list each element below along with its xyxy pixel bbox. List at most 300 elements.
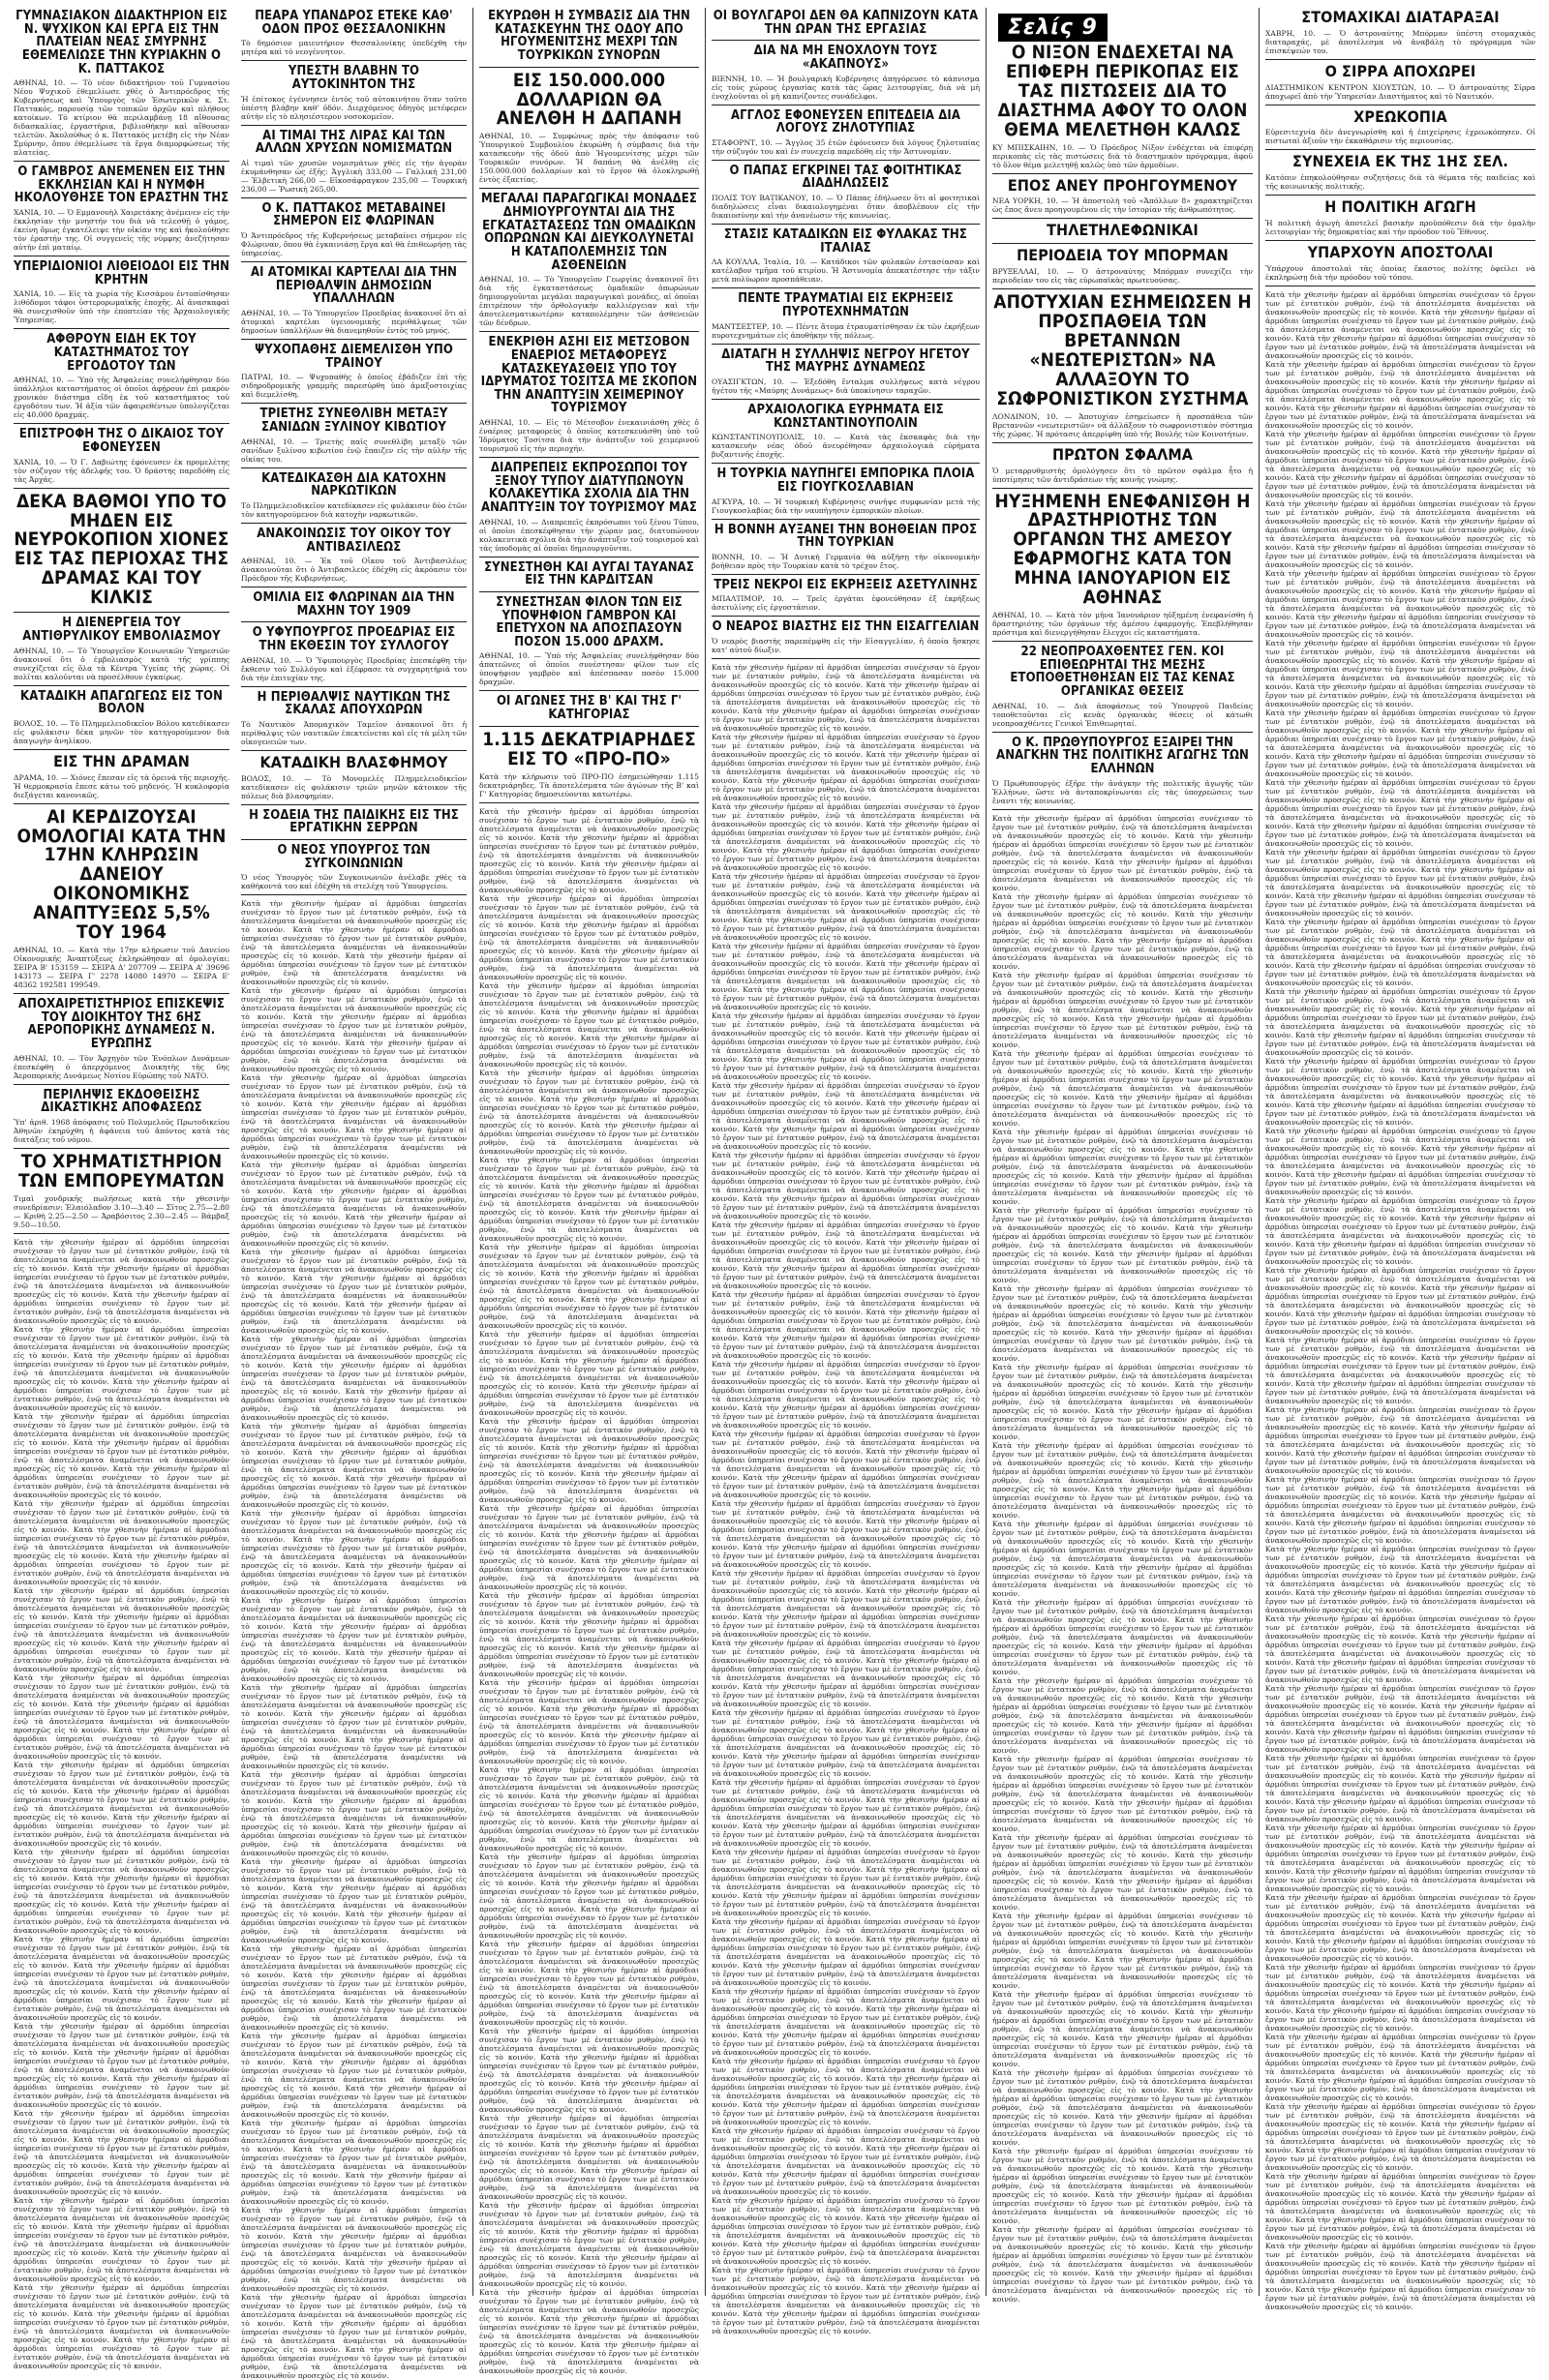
filler-text: Κατὰ τὴν χθεσινὴν ἡμέραν αἱ ἁρμόδιαι ὑπηρεσίαι συνέχισαν τὸ ἔργον των μὲ ἐντατικὸν ρυθμὸν, ἐνῷ τὰ ἀποτελέσματα ἀναμένεται νὰ ἀνακοινωθοῦν προσεχῶς εἰς τὸ κοινόν. Κατὰ τὴν χθεσινὴν ἡμέραν αἱ ἁρμόδιαι ὑπηρεσίαι συνέχισαν τὸ ἔργον των μὲ ἐντατικὸν ρυθμὸν, ἐνῷ τὰ ἀποτελέσματα ἀναμένεται νὰ ἀνακοινωθοῦν προσεχῶς εἰς τὸ κοινόν. Κατὰ τὴν χθεσινὴν ἡμέραν αἱ ἁρμόδιαι ὑπηρεσίαι συνέχισαν τὸ ἔργον των μὲ ἐντατικὸν ρυθμὸν, ἐνῷ τὰ ἀποτελέσματα ἀναμένεται νὰ ἀνακοινωθοῦν προσεχῶς εἰς τὸ κοινόν. <box>712 2057 980 2127</box>
article <box>241 755 467 805</box>
filler-text: Κατὰ τὴν χθεσινὴν ἡμέραν αἱ ἁρμόδιαι ὑπηρεσίαι συνέχισαν τὸ ἔργον των μὲ ἐντατικὸν ρυθμὸν, ἐνῷ τὰ ἀποτελέσματα ἀναμένεται νὰ ἀνακοινωθοῦν προσεχῶς εἰς τὸ κοινόν. Κατὰ τὴν χθεσινὴν ἡμέραν αἱ ἁρμόδιαι ὑπηρεσίαι συνέχισαν τὸ ἔργον των μὲ ἐντατικὸν ρυθμὸν, ἐνῷ τὰ ἀποτελέσματα ἀναμένεται νὰ ἀνακοινωθοῦν προσεχῶς εἰς τὸ κοινόν. Κατὰ τὴν χθεσινὴν ἡμέραν αἱ ἁρμόδιαι ὑπηρεσίαι συνέχισαν τὸ ἔργον των μὲ ἐντατικὸν ρυθμὸν, ἐνῷ τὰ ἀποτελέσματα ἀναμένεται νὰ ἀνακοινωθοῦν προσεχῶς εἰς τὸ κοινόν. <box>479 1764 699 1853</box>
divider <box>479 802 699 803</box>
article-body: ΑΘΗΝΑΙ, 10. — Τριετὴς παῖς συνεθλίβη μεταξὺ τῶν σανίδων ξυλίνου κιβωτίου ἐνῷ ἔπαιζεν εἰς τὴν αὐλὴν τῆς οἰκίας του. <box>241 437 467 464</box>
article-body: ΧΑΝΙΑ, 10. — Εἰς τὰ χωρία τῆς Κισσάμου ἐντοπίσθησαν λιθόδομοι τάφοι ὑστερορωμαϊκῆς ἐποχῆς. Αἱ ἀνασκαφαὶ θὰ συνεχισθοῦν ὑπὸ τὴν ἐποπτείαν τῆς Ἀρχαιολογικῆς Ὑπηρεσίας. <box>14 289 229 325</box>
filler-text: Κατὰ τὴν χθεσινὴν ἡμέραν αἱ ἁρμόδιαι ὑπηρεσίαι συνέχισαν τὸ ἔργον των μὲ ἐντατικὸν ρυθμὸν, ἐνῷ τὰ ἀποτελέσματα ἀναμένεται νὰ ἀνακοινωθοῦν προσεχῶς εἰς τὸ κοινόν. Κατὰ τὴν χθεσινὴν ἡμέραν αἱ ἁρμόδιαι ὑπηρεσίαι συνέχισαν τὸ ἔργον των μὲ ἐντατικὸν ρυθμὸν, ἐνῷ τὰ ἀποτελέσματα ἀναμένεται νὰ ἀνακοινωθοῦν προσεχῶς εἰς τὸ κοινόν. Κατὰ τὴν χθεσινὴν ἡμέραν αἱ ἁρμόδιαι ὑπηρεσίαι συνέχισαν τὸ ἔργον των μὲ ἐντατικὸν ρυθμὸν, ἐνῷ τὰ ἀποτελέσματα ἀναμένεται νὰ ἀνακοινωθοῦν προσεχῶς εἰς τὸ κοινόν. <box>992 2146 1253 2225</box>
article-body: ΧΑΝΙΑ, 10. — Ὁ Γ. Δαβιώτης ἐφόνευσεν ἐκ προμελέτης τὸν σύζυγον τῆς ἀδελφῆς του. Ὁ δράστης παρεδόθη εἰς τὰς Ἀρχάς. <box>14 457 229 484</box>
article-headline: ΠΕΡΙΛΗΨΙΣ ΕΚΔΟΘΕΙΣΗΣ ΔΙΚΑΣΤΙΚΗΣ ΑΠΟΦΑΣΕΩΣ <box>41 1087 202 1116</box>
article <box>479 728 699 803</box>
filler-text: Κατὰ τὴν χθεσινὴν ἡμέραν αἱ ἁρμόδιαι ὑπηρεσίαι συνέχισαν τὸ ἔργον των μὲ ἐντατικὸν ρυθμὸν, ἐνῷ τὰ ἀποτελέσματα ἀναμένεται νὰ ἀνακοινωθοῦν προσεχῶς εἰς τὸ κοινόν. Κατὰ τὴν χθεσινὴν ἡμέραν αἱ ἁρμόδιαι ὑπηρεσίαι συνέχισαν τὸ ἔργον των μὲ ἐντατικὸν ρυθμὸν, ἐνῷ τὰ ἀποτελέσματα ἀναμένεται νὰ ἀνακοινωθοῦν προσεχῶς εἰς τὸ κοινόν. Κατὰ τὴν χθεσινὴν ἡμέραν αἱ ἁρμόδιαι ὑπηρεσίαι συνέχισαν τὸ ἔργον των μὲ ἐντατικὸν ρυθμὸν, ἐνῷ τὰ ἀποτελέσματα ἀναμένεται νὰ ἀνακοινωθοῦν προσεχῶς εἰς τὸ κοινόν. <box>992 1048 1253 1128</box>
divider <box>241 403 467 404</box>
filler-text: Κατὰ τὴν χθεσινὴν ἡμέραν αἱ ἁρμόδιαι ὑπηρεσίαι συνέχισαν τὸ ἔργον των μὲ ἐντατικὸν ρυθμὸν, ἐνῷ τὰ ἀποτελέσματα ἀναμένεται νὰ ἀνακοινωθοῦν προσεχῶς εἰς τὸ κοινόν. Κατὰ τὴν χθεσινὴν ἡμέραν αἱ ἁρμόδιαι ὑπηρεσίαι συνέχισαν τὸ ἔργον των μὲ ἐντατικὸν ρυθμὸν, ἐνῷ τὰ ἀποτελέσματα ἀναμένεται νὰ ἀνακοινωθοῦν προσεχῶς εἰς τὸ κοινόν. Κατὰ τὴν χθεσινὴν ἡμέραν αἱ ἁρμόδιαι ὑπηρεσίαι συνέχισαν τὸ ἔργον των μὲ ἐντατικὸν ρυθμὸν, ἐνῷ τὰ ἀποτελέσματα ἀναμένεται νὰ ἀνακοινωθοῦν προσεχῶς εἰς τὸ κοινόν. <box>479 1155 699 1243</box>
filler-text: Κατὰ τὴν χθεσινὴν ἡμέραν αἱ ἁρμόδιαι ὑπηρεσίαι συνέχισαν τὸ ἔργον των μὲ ἐντατικὸν ρυθμὸν, ἐνῷ τὰ ἀποτελέσματα ἀναμένεται νὰ ἀνακοινωθοῦν προσεχῶς εἰς τὸ κοινόν. Κατὰ τὴν χθεσινὴν ἡμέραν αἱ ἁρμόδιαι ὑπηρεσίαι συνέχισαν τὸ ἔργον των μὲ ἐντατικὸν ρυθμὸν, ἐνῷ τὰ ἀποτελέσματα ἀναμένεται νὰ ἀνακοινωθοῦν προσεχῶς εἰς τὸ κοινόν. Κατὰ τὴν χθεσινὴν ἡμέραν αἱ ἁρμόδιαι ὑπηρεσίαι συνέχισαν τὸ ἔργον των μὲ ἐντατικὸν ρυθμὸν, ἐνῷ τὰ ἀποτελέσματα ἀναμένεται νὰ ἀνακοινωθοῦν προσεχῶς εἰς τὸ κοινόν. <box>14 1585 229 1673</box>
filler-text: Κατὰ τὴν χθεσινὴν ἡμέραν αἱ ἁρμόδιαι ὑπηρεσίαι συνέχισαν τὸ ἔργον των μὲ ἐντατικὸν ρυθμὸν, ἐνῷ τὰ ἀποτελέσματα ἀναμένεται νὰ ἀνακοινωθοῦν προσεχῶς εἰς τὸ κοινόν. Κατὰ τὴν χθεσινὴν ἡμέραν αἱ ἁρμόδιαι ὑπηρεσίαι συνέχισαν τὸ ἔργον των μὲ ἐντατικὸν ρυθμὸν, ἐνῷ τὰ ἀποτελέσματα ἀναμένεται νὰ ἀνακοινωθοῦν προσεχῶς εἰς τὸ κοινόν. Κατὰ τὴν χθεσινὴν ἡμέραν αἱ ἁρμόδιαι ὑπηρεσίαι συνέχισαν τὸ ἔργον των μὲ ἐντατικὸν ρυθμὸν, ἐνῷ τὰ ἀποτελέσματα ἀναμένεται νὰ ἀνακοινωθοῦν προσεχῶς εἰς τὸ κοινόν. <box>1265 2101 1535 2172</box>
filler-text: Κατὰ τὴν χθεσινὴν ἡμέραν αἱ ἁρμόδιαι ὑπηρεσίαι συνέχισαν τὸ ἔργον των μὲ ἐντατικὸν ρυθμὸν, ἐνῷ τὰ ἀποτελέσματα ἀναμένεται νὰ ἀνακοινωθοῦν προσεχῶς εἰς τὸ κοινόν. Κατὰ τὴν χθεσινὴν ἡμέραν αἱ ἁρμόδιαι ὑπηρεσίαι συνέχισαν τὸ ἔργον των μὲ ἐντατικὸν ρυθμὸν, ἐνῷ τὰ ἀποτελέσματα ἀναμένεται νὰ ἀνακοινωθοῦν προσεχῶς εἰς τὸ κοινόν. Κατὰ τὴν χθεσινὴν ἡμέραν αἱ ἁρμόδιαι ὑπηρεσίαι συνέχισαν τὸ ἔργον των μὲ ἐντατικὸν ρυθμὸν, ἐνῷ τὰ ἀποτελέσματα ἀναμένεται νὰ ἀνακοινωθοῦν προσεχῶς εἰς τὸ κοινόν. <box>992 1597 1253 1676</box>
article <box>712 404 980 464</box>
article-headline: ΕΙΣ 150.000.000 ΔΟΛΛΑΡΙΩΝ ΘΑ ΑΝΕΛΘΗ Η ΔΑΠΑΝΗ <box>496 69 683 130</box>
article-body: Εὐρεσιτεχνία δὲν ἀνεγνωρίσθη καὶ ἡ ἐπιχείρησις ἐχρεωκόπησεν. Οἱ πιστωταὶ ἀξιοῦν τὴν ἐκκαθάρισιν τῆς περιουσίας. <box>1265 128 1535 146</box>
divider <box>992 641 1253 642</box>
filler-text: Κατὰ τὴν χθεσινὴν ἡμέραν αἱ ἁρμόδιαι ὑπηρεσίαι συνέχισαν τὸ ἔργον των μὲ ἐντατικὸν ρυθμὸν, ἐνῷ τὰ ἀποτελέσματα ἀναμένεται νὰ ἀνακοινωθοῦν προσεχῶς εἰς τὸ κοινόν. Κατὰ τὴν χθεσινὴν ἡμέραν αἱ ἁρμόδιαι ὑπηρεσίαι συνέχισαν τὸ ἔργον των μὲ ἐντατικὸν ρυθμὸν, ἐνῷ τὰ ἀποτελέσματα ἀναμένεται νὰ ἀνακοινωθοῦν προσεχῶς εἰς τὸ κοινόν. Κατὰ τὴν χθεσινὴν ἡμέραν αἱ ἁρμόδιαι ὑπηρεσίαι συνέχισαν τὸ ἔργον των μὲ ἐντατικὸν ρυθμὸν, ἐνῷ τὰ ἀποτελέσματα ἀναμένεται νὰ ἀνακοινωθοῦν προσεχῶς εἰς τὸ κοινόν. <box>479 1677 699 1765</box>
article <box>14 690 229 750</box>
article-body: ΟΥΑΣΙΓΚΤΩΝ, 10. — Ἐξεδόθη ἔνταλμα συλλήψεως κατὰ νέγρου ἡγέτου τῆς «Μαύρης Δυνάμεως» διὰ ὑποκίνησιν ταραχῶν. <box>712 377 980 395</box>
article-headline: 22 ΝΕΟΠΡΟΑΧΘΕΝΤΕΣ ΓΕΝ. ΚΟΙ ΕΠΙΘΕΩΡΗΤΑΙ ΤΗΣ ΜΕΣΗΣ ΕΤΟΠΟΘΕΤΗΘΗΣΑΝ ΕΙΣ ΤΑΣ ΚΕΝΑΣ ΟΡΓΑΝΙΚΑΣ ΘΕΣΕΙΣ <box>1010 645 1235 700</box>
article-body: ΣΤΑΦΟΡΝΤ, 10. — Ἄγγλος 35 ἐτῶν ἐφόνευσεν διὰ λόγους ζηλοτυπίας τὴν σύζυγόν του καὶ ἐν συνεχείᾳ παρεδόθη εἰς τὴν Ἀστυνομίαν. <box>712 137 980 156</box>
filler-text: Κατὰ τὴν χθεσινὴν ἡμέραν αἱ ἁρμόδιαι ὑπηρεσίαι συνέχισαν τὸ ἔργον των μὲ ἐντατικὸν ρυθμὸν, ἐνῷ τὰ ἀποτελέσματα ἀναμένεται νὰ ἀνακοινωθοῦν προσεχῶς εἰς τὸ κοινόν. Κατὰ τὴν χθεσινὴν ἡμέραν αἱ ἁρμόδιαι ὑπηρεσίαι συνέχισαν τὸ ἔργον των μὲ ἐντατικὸν ρυθμὸν, ἐνῷ τὰ ἀποτελέσματα ἀναμένεται νὰ ἀνακοινωθοῦν προσεχῶς εἰς τὸ κοινόν. Κατὰ τὴν χθεσινὴν ἡμέραν αἱ ἁρμόδιαι ὑπηρεσίαι συνέχισαν τὸ ἔργον των μὲ ἐντατικὸν ρυθμὸν, ἐνῷ τὰ ἀποτελέσματα ἀναμένεται νὰ ἀνακοινωθοῦν προσεχῶς εἰς τὸ κοινόν. <box>14 1847 229 1935</box>
article-body: ΔΡΑΜΑ, 10. — Χιόνες ἔπεσαν εἰς τὰ ὀρεινὰ τῆς περιοχῆς. Ἡ θερμοκρασία ἔπεσε κάτω τοῦ μηδενός. Ἡ κυκλοφορία διεξάγεται κανονικῶς. <box>14 772 229 799</box>
article <box>1265 10 1535 60</box>
divider <box>712 399 980 400</box>
article <box>241 130 467 198</box>
article-headline: Η ΣΟΔΕΙΑ ΤΗΣ ΠΑΙΔΙΚΗΣ ΕΙΣ ΤΗΣ ΕΡΓΑΤΙΚΗΝ ΣΕΡΡΩΝ <box>249 807 459 836</box>
filler-text: Κατὰ τὴν χθεσινὴν ἡμέραν αἱ ἁρμόδιαι ὑπηρεσίαι συνέχισαν τὸ ἔργον των μὲ ἐντατικὸν ρυθμὸν, ἐνῷ τὰ ἀποτελέσματα ἀναμένεται νὰ ἀνακοινωθοῦν προσεχῶς εἰς τὸ κοινόν. Κατὰ τὴν χθεσινὴν ἡμέραν αἱ ἁρμόδιαι ὑπηρεσίαι συνέχισαν τὸ ἔργον των μὲ ἐντατικὸν ρυθμὸν, ἐνῷ τὰ ἀποτελέσματα ἀναμένεται νὰ ἀνακοινωθοῦν προσεχῶς εἰς τὸ κοινόν. Κατὰ τὴν χθεσινὴν ἡμέραν αἱ ἁρμόδιαι ὑπηρεσίαι συνέχισαν τὸ ἔργον των μὲ ἐντατικὸν ρυθμὸν, ἐνῷ τὰ ἀποτελέσματα ἀναμένεται νὰ ἀνακοινωθοῦν προσεχῶς εἰς τὸ κοινόν. <box>712 1848 980 1918</box>
filler-text: Κατὰ τὴν χθεσινὴν ἡμέραν αἱ ἁρμόδιαι ὑπηρεσίαι συνέχισαν τὸ ἔργον των μὲ ἐντατικὸν ρυθμὸν, ἐνῷ τὰ ἀποτελέσματα ἀναμένεται νὰ ἀνακοινωθοῦν προσεχῶς εἰς τὸ κοινόν. Κατὰ τὴν χθεσινὴν ἡμέραν αἱ ἁρμόδιαι ὑπηρεσίαι συνέχισαν τὸ ἔργον των μὲ ἐντατικὸν ρυθμὸν, ἐνῷ τὰ ἀποτελέσματα ἀναμένεται νὰ ἀνακοινωθοῦν προσεχῶς εἰς τὸ κοινόν. Κατὰ τὴν χθεσινὴν ἡμέραν αἱ ἁρμόδιαι ὑπηρεσίαι συνέχισαν τὸ ἔργον των μὲ ἐντατικὸν ρυθμὸν, ἐνῷ τὰ ἀποτελέσματα ἀναμένεται νὰ ἀνακοινωθοῦν προσεχῶς εἰς τὸ κοινόν. <box>479 1242 699 1330</box>
column-6 <box>1259 8 1541 2311</box>
filler-text: Κατὰ τὴν χθεσινὴν ἡμέραν αἱ ἁρμόδιαι ὑπηρεσίαι συνέχισαν τὸ ἔργον των μὲ ἐντατικὸν ρυθμὸν, ἐνῷ τὰ ἀποτελέσματα ἀναμένεται νὰ ἀνακοινωθοῦν προσεχῶς εἰς τὸ κοινόν. Κατὰ τὴν χθεσινὴν ἡμέραν αἱ ἁρμόδιαι ὑπηρεσίαι συνέχισαν τὸ ἔργον των μὲ ἐντατικὸν ρυθμὸν, ἐνῷ τὰ ἀποτελέσματα ἀναμένεται νὰ ἀνακοινωθοῦν προσεχῶς εἰς τὸ κοινόν. Κατὰ τὴν χθεσινὴν ἡμέραν αἱ ἁρμόδιαι ὑπηρεσίαι συνέχισαν τὸ ἔργον των μὲ ἐντατικὸν ρυθμὸν, ἐνῷ τὰ ἀποτελέσματα ἀναμένεται νὰ ἀνακοινωθοῦν προσεχῶς εἰς τὸ κοινόν. <box>992 1205 1253 1284</box>
article-headline: ΕΠΟΣ ΑΝΕΥ ΠΡΟΗΓΟΥΜΕΝΟΥ <box>1007 175 1238 195</box>
filler-text: Κατὰ τὴν χθεσινὴν ἡμέραν αἱ ἁρμόδιαι ὑπηρεσίαι συνέχισαν τὸ ἔργον των μὲ ἐντατικὸν ρυθμὸν, ἐνῷ τὰ ἀποτελέσματα ἀναμένεται νὰ ἀνακοινωθοῦν προσεχῶς εἰς τὸ κοινόν. Κατὰ τὴν χθεσινὴν ἡμέραν αἱ ἁρμόδιαι ὑπηρεσίαι συνέχισαν τὸ ἔργον των μὲ ἐντατικὸν ρυθμὸν, ἐνῷ τὰ ἀποτελέσματα ἀναμένεται νὰ ἀνακοινωθοῦν προσεχῶς εἰς τὸ κοινόν. Κατὰ τὴν χθεσινὴν ἡμέραν αἱ ἁρμόδιαι ὑπηρεσίαι συνέχισαν τὸ ἔργον των μὲ ἐντατικὸν ρυθμὸν, ἐνῷ τὰ ἀποτελέσματα ἀναμένεται νὰ ἀνακοινωθοῦν προσεχῶς εἰς τὸ κοινόν. <box>992 1911 1253 1990</box>
article-headline: Η ΤΟΥΡΚΙΑ ΝΑΥΠΗΓΕΙ ΕΜΠΟΡΙΚΑ ΠΛΟΙΑ ΕΙΣ ΓΙΟΥΓΚΟΣΛΑΒΙΑΝ <box>716 467 975 495</box>
filler-text: Κατὰ τὴν χθεσινὴν ἡμέραν αἱ ἁρμόδιαι ὑπηρεσίαι συνέχισαν τὸ ἔργον των μὲ ἐντατικὸν ρυθμὸν, ἐνῷ τὰ ἀποτελέσματα ἀναμένεται νὰ ἀνακοινωθοῦν προσεχῶς εἰς τὸ κοινόν. Κατὰ τὴν χθεσινὴν ἡμέραν αἱ ἁρμόδιαι ὑπηρεσίαι συνέχισαν τὸ ἔργον των μὲ ἐντατικὸν ρυθμὸν, ἐνῷ τὰ ἀποτελέσματα ἀναμένεται νὰ ἀνακοινωθοῦν προσεχῶς εἰς τὸ κοινόν. Κατὰ τὴν χθεσινὴν ἡμέραν αἱ ἁρμόδιαι ὑπηρεσίαι συνέχισαν τὸ ἔργον των μὲ ἐντατικὸν ρυθμὸν, ἐνῷ τὰ ἀποτελέσματα ἀναμένεται νὰ ἀνακοινωθοῦν προσεχῶς εἰς τὸ κοινόν. <box>241 2032 467 2120</box>
article-body: Ὁ Πρωθυπουργὸς ἐξῆρε τὴν ἀνάγκην τῆς πολιτικῆς ἀγωγῆς τῶν Ἑλλήνων, ὥστε νὰ ἀνταποκρίνωνται εἰς τὰς ὑποχρεώσεις των ἔναντι τῆς κοινωνίας. <box>992 778 1253 805</box>
article <box>712 45 980 105</box>
divider <box>241 839 467 840</box>
article <box>14 751 229 804</box>
filler-text: Κατὰ τὴν χθεσινὴν ἡμέραν αἱ ἁρμόδιαι ὑπηρεσίαι συνέχισαν τὸ ἔργον των μὲ ἐντατικὸν ρυθμὸν, ἐνῷ τὰ ἀποτελέσματα ἀναμένεται νὰ ἀνακοινωθοῦν προσεχῶς εἰς τὸ κοινόν. Κατὰ τὴν χθεσινὴν ἡμέραν αἱ ἁρμόδιαι ὑπηρεσίαι συνέχισαν τὸ ἔργον των μὲ ἐντατικὸν ρυθμὸν, ἐνῷ τὰ ἀποτελέσματα ἀναμένεται νὰ ἀνακοινωθοῦν προσεχῶς εἰς τὸ κοινόν. Κατὰ τὴν χθεσινὴν ἡμέραν αἱ ἁρμόδιαι ὑπηρεσίαι συνέχισαν τὸ ἔργον των μὲ ἐντατικὸν ρυθμὸν, ἐνῷ τὰ ἀποτελέσματα ἀναμένεται νὰ ἀνακοινωθοῦν προσεχῶς εἰς τὸ κοινόν. <box>479 1852 699 1940</box>
article <box>992 248 1253 289</box>
article-headline: Η ΠΕΡΙΘΑΛΨΙΣ ΝΑΥΤΙΚΩΝ ΤΗΣ ΣΚΑΛΑΣ ΑΠΟΥΧΩΡΩΝ <box>257 689 451 718</box>
article <box>479 193 699 332</box>
article <box>1265 154 1535 196</box>
filler-text: Κατὰ τὴν χθεσινὴν ἡμέραν αἱ ἁρμόδιαι ὑπηρεσίαι συνέχισαν τὸ ἔργον των μὲ ἐντατικὸν ρυθμὸν, ἐνῷ τὰ ἀποτελέσματα ἀναμένεται νὰ ἀνακοινωθοῦν προσεχῶς εἰς τὸ κοινόν. Κατὰ τὴν χθεσινὴν ἡμέραν αἱ ἁρμόδιαι ὑπηρεσίαι συνέχισαν τὸ ἔργον των μὲ ἐντατικὸν ρυθμὸν, ἐνῷ τὰ ἀποτελέσματα ἀναμένεται νὰ ἀνακοινωθοῦν προσεχῶς εἰς τὸ κοινόν. Κατὰ τὴν χθεσινὴν ἡμέραν αἱ ἁρμόδιαι ὑπηρεσίαι συνέχισαν τὸ ἔργον των μὲ ἐντατικὸν ρυθμὸν, ἐνῷ τὰ ἀποτελέσματα ἀναμένεται νὰ ἀνακοινωθοῦν προσεχῶς εἰς τὸ κοινόν. <box>712 733 980 803</box>
article <box>241 527 467 587</box>
article-headline: Ο ΥΦΥΠΟΥΡΓΟΣ ΠΡΟΕΔΡΙΑΣ ΕΙΣ ΤΗΝ ΕΚΘΕΣΙΝ ΤΟΥ ΣΥΛΛΟΓΟΥ <box>252 625 456 654</box>
article-body: Ὁ Ἀντιπρόεδρος τῆς Κυβερνήσεως μεταβαίνει σήμερον εἰς Φλώριναν, ὅπου θὰ ἐγκαινιάσῃ ἔργα καὶ θὰ ἐπιθεωρήσῃ τὰς ὑπηρεσίας. <box>241 231 467 258</box>
article-body: ΒΟΝΝΗ, 10. — Ἡ Δυτικὴ Γερμανία θὰ αὐξήσῃ τὴν οἰκονομικὴν βοήθειαν πρὸς τὴν Τουρκίαν κατὰ τὸ τρέχον ἔτος. <box>712 552 980 570</box>
article <box>14 428 229 488</box>
article-headline: ΣΥΝΕΣΤΗΣΑΝ ΦΙΛΟΝ ΤΩΝ ΕΙΣ ΥΠΟΨΗΦΙΟΝ ΓΑΜΒΡΟΝ ΚΑΙ ΕΠΕΤΥΧΟΝ ΝΑ ΑΠΟΣΠΑΣΟΥΝ ΠΟΣΟΝ 15.000 ΔΡΑΧΜ. <box>496 594 683 649</box>
divider <box>712 287 980 288</box>
article-headline: ΣΥΝΕΧΕΙΑ ΕΚ ΤΗΣ 1ΗΣ ΣΕΛ. <box>1292 152 1508 171</box>
filler-text: Κατὰ τὴν χθεσινὴν ἡμέραν αἱ ἁρμόδιαι ὑπηρεσίαι συνέχισαν τὸ ἔργον των μὲ ἐντατικὸν ρυθμὸν, ἐνῷ τὰ ἀποτελέσματα ἀναμένεται νὰ ἀνακοινωθοῦν προσεχῶς εἰς τὸ κοινόν. Κατὰ τὴν χθεσινὴν ἡμέραν αἱ ἁρμόδιαι ὑπηρεσίαι συνέχισαν τὸ ἔργον των μὲ ἐντατικὸν ρυθμὸν, ἐνῷ τὰ ἀποτελέσματα ἀναμένεται νὰ ἀνακοινωθοῦν προσεχῶς εἰς τὸ κοινόν. Κατὰ τὴν χθεσινὴν ἡμέραν αἱ ἁρμόδιαι ὑπηρεσίαι συνέχισαν τὸ ἔργον των μὲ ἐντατικὸν ρυθμὸν, ἐνῷ τὰ ἀποτελέσματα ἀναμένεται νὰ ἀνακοινωθοῦν προσεχῶς εἰς τὸ κοινόν. <box>14 1411 229 1499</box>
filler-text: Κατὰ τὴν χθεσινὴν ἡμέραν αἱ ἁρμόδιαι ὑπηρεσίαι συνέχισαν τὸ ἔργον των μὲ ἐντατικὸν ρυθμὸν, ἐνῷ τὰ ἀποτελέσματα ἀναμένεται νὰ ἀνακοινωθοῦν προσεχῶς εἰς τὸ κοινόν. Κατὰ τὴν χθεσινὴν ἡμέραν αἱ ἁρμόδιαι ὑπηρεσίαι συνέχισαν τὸ ἔργον των μὲ ἐντατικὸν ρυθμὸν, ἐνῷ τὰ ἀποτελέσματα ἀναμένεται νὰ ἀνακοινωθοῦν προσεχῶς εἰς τὸ κοινόν. Κατὰ τὴν χθεσινὴν ἡμέραν αἱ ἁρμόδιαι ὑπηρεσίαι συνέχισαν τὸ ἔργον των μὲ ἐντατικὸν ρυθμὸν, ἐνῷ τὰ ἀποτελέσματα ἀναμένεται νὰ ἀνακοινωθοῦν προσεχῶς εἰς τὸ κοινόν. <box>992 1832 1253 1912</box>
divider <box>992 243 1253 244</box>
divider <box>241 125 467 126</box>
article-body: ΜΠΑΛΤΙΜΟΡ, 10. — Τρεῖς ἐργάται ἐφονεύθησαν ἐξ ἐκρήξεως ἀσετυλίνης εἰς ἐργοστάσιον. <box>712 594 980 613</box>
article <box>992 444 1253 489</box>
article-headline: ΤΡΙΕΤΗΣ ΣΥΝΕΘΛΙΒΗ ΜΕΤΑΞΥ ΣΑΝΙΔΩΝ ΞΥΛΙΝΟΥ ΚΙΒΩΤΙΟΥ <box>259 407 448 435</box>
article-headline: Η ΠΟΛΙΤΙΚΗ ΑΓΩΓΗ <box>1324 197 1476 217</box>
article-headline: ΜΕΓΑΛΑΙ ΠΑΡΑΓΩΓΙΚΑΙ ΜΟΝΑΔΕΣ ΔΗΜΙΟΥΡΓΟΥΝΤΑΙ ΔΙΑ ΤΗΣ ΕΓΚΑΤΑΣΤΑΣΕΩΣ ΤΩΝ ΟΜΑΔΙΚΩΝ ΟΠΩΡΩΝΩΝ ΚΑΙ ΔΙΕΥΚΟΛΥΝΕΤΑΙ Η ΚΑΤΑΠΟΛΕΜΗΣΙΣ ΤΩΝ ΑΣΘΕΝΕΙΩΝ <box>480 192 697 273</box>
divider <box>241 894 467 895</box>
article <box>992 44 1253 174</box>
article <box>241 844 467 895</box>
divider <box>14 803 229 804</box>
article <box>712 620 980 659</box>
divider <box>712 574 980 575</box>
article-body: Ὁ νεαρὸς βιαστὴς παρεπέμφθη εἰς τὴν Εἰσαγγελίαν, ἡ ὁποία ἤσκησε κατ' αὐτοῦ δίωξιν. <box>712 637 980 655</box>
article-headline: ΚΑΤΑΔΙΚΗ ΒΛΑΣΦΗΜΟΥ <box>259 753 448 772</box>
filler-text: Κατὰ τὴν χθεσινὴν ἡμέραν αἱ ἁρμόδιαι ὑπηρεσίαι συνέχισαν τὸ ἔργον των μὲ ἐντατικὸν ρυθμὸν, ἐνῷ τὰ ἀποτελέσματα ἀναμένεται νὰ ἀνακοινωθοῦν προσεχῶς εἰς τὸ κοινόν. Κατὰ τὴν χθεσινὴν ἡμέραν αἱ ἁρμόδιαι ὑπηρεσίαι συνέχισαν τὸ ἔργον των μὲ ἐντατικὸν ρυθμὸν, ἐνῷ τὰ ἀποτελέσματα ἀναμένεται νὰ ἀνακοινωθοῦν προσεχῶς εἰς τὸ κοινόν. Κατὰ τὴν χθεσινὴν ἡμέραν αἱ ἁρμόδιαι ὑπηρεσίαι συνέχισαν τὸ ἔργον των μὲ ἐντατικὸν ρυθμὸν, ἐνῷ τὰ ἀποτελέσματα ἀναμένεται νὰ ἀνακοινωθοῦν προσεχῶς εἰς τὸ κοινόν. <box>241 1422 467 1510</box>
article-body: ΚΩΝΣΤΑΝΤΙΝΟΥΠΟΛΙΣ, 10. — Κατὰ τὰς ἐκσκαφὰς διὰ τὴν κατασκευὴν νέας ὁδοῦ ἀνευρέθησαν ἀρχαιολογικὰ εὑρήματα βυζαντινῆς ἐποχῆς. <box>712 433 980 460</box>
filler-text: Κατὰ τὴν χθεσινὴν ἡμέραν αἱ ἁρμόδιαι ὑπηρεσίαι συνέχισαν τὸ ἔργον των μὲ ἐντατικὸν ρυθμὸν, ἐνῷ τὰ ἀποτελέσματα ἀναμένεται νὰ ἀνακοινωθοῦν προσεχῶς εἰς τὸ κοινόν. Κατὰ τὴν χθεσινὴν ἡμέραν αἱ ἁρμόδιαι ὑπηρεσίαι συνέχισαν τὸ ἔργον των μὲ ἐντατικὸν ρυθμὸν, ἐνῷ τὰ ἀποτελέσματα ἀναμένεται νὰ ἀνακοινωθοῦν προσεχῶς εἰς τὸ κοινόν. Κατὰ τὴν χθεσινὴν ἡμέραν αἱ ἁρμόδιαι ὑπηρεσίαι συνέχισαν τὸ ἔργον των μὲ ἐντατικὸν ρυθμὸν, ἐνῷ τὰ ἀποτελέσματα ἀναμένεται νὰ ἀνακοινωθοῦν προσεχῶς εἰς τὸ κοινόν. <box>1265 1056 1535 1127</box>
filler-text: Κατὰ τὴν χθεσινὴν ἡμέραν αἱ ἁρμόδιαι ὑπηρεσίαι συνέχισαν τὸ ἔργον των μὲ ἐντατικὸν ρυθμὸν, ἐνῷ τὰ ἀποτελέσματα ἀναμένεται νὰ ἀνακοινωθοῦν προσεχῶς εἰς τὸ κοινόν. Κατὰ τὴν χθεσινὴν ἡμέραν αἱ ἁρμόδιαι ὑπηρεσίαι συνέχισαν τὸ ἔργον των μὲ ἐντατικὸν ρυθμὸν, ἐνῷ τὰ ἀποτελέσματα ἀναμένεται νὰ ἀνακοινωθοῦν προσεχῶς εἰς τὸ κοινόν. Κατὰ τὴν χθεσινὴν ἡμέραν αἱ ἁρμόδιαι ὑπηρεσίαι συνέχισαν τὸ ἔργον των μὲ ἐντατικὸν ρυθμὸν, ἐνῷ τὰ ἀποτελέσματα ἀναμένεται νὰ ἀνακοινωθοῦν προσεχῶς εἰς τὸ κοινόν. <box>241 986 467 1074</box>
article-headline: ΨΥΧΟΠΑΘΗΣ ΔΙΕΜΕΛΙΣΘΗ ΥΠΟ ΤΡΑΙΝΟΥ <box>255 343 453 371</box>
divider <box>14 1148 229 1149</box>
filler-text: Κατὰ τὴν χθεσινὴν ἡμέραν αἱ ἁρμόδιαι ὑπηρεσίαι συνέχισαν τὸ ἔργον των μὲ ἐντατικὸν ρυθμὸν, ἐνῷ τὰ ἀποτελέσματα ἀναμένεται νὰ ἀνακοινωθοῦν προσεχῶς εἰς τὸ κοινόν. Κατὰ τὴν χθεσινὴν ἡμέραν αἱ ἁρμόδιαι ὑπηρεσίαι συνέχισαν τὸ ἔργον των μὲ ἐντατικὸν ρυθμὸν, ἐνῷ τὰ ἀποτελέσματα ἀναμένεται νὰ ἀνακοινωθοῦν προσεχῶς εἰς τὸ κοινόν. Κατὰ τὴν χθεσινὴν ἡμέραν αἱ ἁρμόδιαι ὑπηρεσίαι συνέχισαν τὸ ἔργον των μὲ ἐντατικὸν ρυθμὸν, ἐνῷ τὰ ἀποτελέσματα ἀναμένεται νὰ ἀνακοινωθοῦν προσεχῶς εἰς τὸ κοινόν. <box>1265 1613 1535 1684</box>
column-1 <box>8 8 235 2370</box>
filler-text: Κατὰ τὴν χθεσινὴν ἡμέραν αἱ ἁρμόδιαι ὑπηρεσίαι συνέχισαν τὸ ἔργον των μὲ ἐντατικὸν ρυθμὸν, ἐνῷ τὰ ἀποτελέσματα ἀναμένεται νὰ ἀνακοινωθοῦν προσεχῶς εἰς τὸ κοινόν. Κατὰ τὴν χθεσινὴν ἡμέραν αἱ ἁρμόδιαι ὑπηρεσίαι συνέχισαν τὸ ἔργον των μὲ ἐντατικὸν ρυθμὸν, ἐνῷ τὰ ἀποτελέσματα ἀναμένεται νὰ ἀνακοινωθοῦν προσεχῶς εἰς τὸ κοινόν. Κατὰ τὴν χθεσινὴν ἡμέραν αἱ ἁρμόδιαι ὑπηρεσίαι συνέχισαν τὸ ἔργον των μὲ ἐντατικὸν ρυθμὸν, ἐνῷ τὰ ἀποτελέσματα ἀναμένεται νὰ ἀνακοινωθοῦν προσεχῶς εἰς τὸ κοινόν. <box>992 1675 1253 1755</box>
article-headline: ΑΙ ΚΕΡΔΙΖΟΥΣΑΙ ΟΜΟΛΟΓΙΑΙ ΚΑΤΑ ΤΗΝ 17ΗΝ ΚΛΗΡΩΣΙΝ ΔΑΝΕΙΟΥ ΟΙΚΟΝΟΜΙΚΗΣ ΑΝΑΠΤΥΞΕΩΣ 5,5% ΤΟΥ 1964 <box>16 805 227 944</box>
article <box>712 348 980 400</box>
filler-text: Κατὰ τὴν χθεσινὴν ἡμέραν αἱ ἁρμόδιαι ὑπηρεσίαι συνέχισαν τὸ ἔργον των μὲ ἐντατικὸν ρυθμὸν, ἐνῷ τὰ ἀποτελέσματα ἀναμένεται νὰ ἀνακοινωθοῦν προσεχῶς εἰς τὸ κοινόν. Κατὰ τὴν χθεσινὴν ἡμέραν αἱ ἁρμόδιαι ὑπηρεσίαι συνέχισαν τὸ ἔργον των μὲ ἐντατικὸν ρυθμὸν, ἐνῷ τὰ ἀποτελέσματα ἀναμένεται νὰ ἀνακοινωθοῦν προσεχῶς εἰς τὸ κοινόν. Κατὰ τὴν χθεσινὴν ἡμέραν αἱ ἁρμόδιαι ὑπηρεσίαι συνέχισαν τὸ ἔργον των μὲ ἐντατικὸν ρυθμὸν, ἐνῷ τὰ ἀποτελέσματα ἀναμένεται νὰ ἀνακοινωθοῦν προσεχῶς εἰς τὸ κοινόν. <box>712 1430 980 1500</box>
divider <box>1265 59 1535 60</box>
page-number-logo: Σελίς 9 <box>998 14 1108 42</box>
article-headline: ΕΠΙΣΤΡΟΦΗ ΤΗΣ Ο ΔΙΚΑΙΟΣ ΤΟΥ ΕΦΟΝΕΥΣΕΝ <box>18 427 225 455</box>
article-headline: ΕΝΕΚΡΙΘΗ ΑΣΗΙ ΕΙΣ ΜΕΤΣΟΒΟΝ ΕΝΑΕΡΙΟΣ ΜΕΤΑΦΟΡΕΥΣ ΚΑΤΑΣΚΕΥΑΣΘΕΙΣ ΥΠΟ ΤΟΥ ΙΔΡΥΜΑΤΟΣ ΤΟΣΙΤΣΑ ΜΕ ΣΚΟΠΟΝ ΤΗΝ ΑΝΑΠΤΥΞΙΝ ΧΕΙΜΕΡΙΝΟΥ ΤΟΥΡΙΣΜΟΥ <box>480 335 698 416</box>
article-body: ΑΘΗΝΑΙ, 10. — Κατὰ τὴν 17ην κλήρωσιν τοῦ Δανείου Οἰκονομικῆς Ἀναπτύξεως ἐκληρώθησαν αἱ ὁμολογίαι: ΣΕΙΡΑ Β' 153159 — ΣΕΙΡΑ Δ' 207709 — ΣΕΙΡΑ Α' 39696 143173 — ΣΕΙΡΑ Γ' 2278 14080 14970 — ΣΕΙΡΑ Ε' 48362 192581 199549. <box>14 946 229 990</box>
filler-text: Κατὰ τὴν χθεσινὴν ἡμέραν αἱ ἁρμόδιαι ὑπηρεσίαι συνέχισαν τὸ ἔργον των μὲ ἐντατικὸν ρυθμὸν, ἐνῷ τὰ ἀποτελέσματα ἀναμένεται νὰ ἀνακοινωθοῦν προσεχῶς εἰς τὸ κοινόν. Κατὰ τὴν χθεσινὴν ἡμέραν αἱ ἁρμόδιαι ὑπηρεσίαι συνέχισαν τὸ ἔργον των μὲ ἐντατικὸν ρυθμὸν, ἐνῷ τὰ ἀποτελέσματα ἀναμένεται νὰ ἀνακοινωθοῦν προσεχῶς εἰς τὸ κοινόν. Κατὰ τὴν χθεσινὴν ἡμέραν αἱ ἁρμόδιαι ὑπηρεσίαι συνέχισαν τὸ ἔργον των μὲ ἐντατικὸν ρυθμὸν, ἐνῷ τὰ ἀποτελέσματα ἀναμένεται νὰ ἀνακοινωθοῦν προσεχῶς εἰς τὸ κοινόν. <box>241 1596 467 1684</box>
column-2 <box>235 8 472 2380</box>
filler-text: Κατὰ τὴν χθεσινὴν ἡμέραν αἱ ἁρμόδιαι ὑπηρεσίαι συνέχισαν τὸ ἔργον των μὲ ἐντατικὸν ρυθμὸν, ἐνῷ τὰ ἀποτελέσματα ἀναμένεται νὰ ἀνακοινωθοῦν προσεχῶς εἰς τὸ κοινόν. Κατὰ τὴν χθεσινὴν ἡμέραν αἱ ἁρμόδιαι ὑπηρεσίαι συνέχισαν τὸ ἔργον των μὲ ἐντατικὸν ρυθμὸν, ἐνῷ τὰ ἀποτελέσματα ἀναμένεται νὰ ἀνακοινωθοῦν προσεχῶς εἰς τὸ κοινόν. Κατὰ τὴν χθεσινὴν ἡμέραν αἱ ἁρμόδιαι ὑπηρεσίαι συνέχισαν τὸ ἔργον των μὲ ἐντατικὸν ρυθμὸν, ἐνῷ τὰ ἀποτελέσματα ἀναμένεται νὰ ἀνακοινωθοῦν προσεχῶς εἰς τὸ κοινόν. <box>1265 1962 1535 2033</box>
filler-text: Κατὰ τὴν χθεσινὴν ἡμέραν αἱ ἁρμόδιαι ὑπηρεσίαι συνέχισαν τὸ ἔργον των μὲ ἐντατικὸν ρυθμὸν, ἐνῷ τὰ ἀποτελέσματα ἀναμένεται νὰ ἀνακοινωθοῦν προσεχῶς εἰς τὸ κοινόν. Κατὰ τὴν χθεσινὴν ἡμέραν αἱ ἁρμόδιαι ὑπηρεσίαι συνέχισαν τὸ ἔργον των μὲ ἐντατικὸν ρυθμὸν, ἐνῷ τὰ ἀποτελέσματα ἀναμένεται νὰ ἀνακοινωθοῦν προσεχῶς εἰς τὸ κοινόν. Κατὰ τὴν χθεσινὴν ἡμέραν αἱ ἁρμόδιαι ὑπηρεσίαι συνέχισαν τὸ ἔργον των μὲ ἐντατικὸν ρυθμὸν, ἐνῷ τὰ ἀποτελέσματα ἀναμένεται νὰ ἀνακοινωθοῦν προσεχῶς εἰς τὸ κοινόν. <box>1265 429 1535 499</box>
filler-text: Κατὰ τὴν χθεσινὴν ἡμέραν αἱ ἁρμόδιαι ὑπηρεσίαι συνέχισαν τὸ ἔργον των μὲ ἐντατικὸν ρυθμὸν, ἐνῷ τὰ ἀποτελέσματα ἀναμένεται νὰ ἀνακοινωθοῦν προσεχῶς εἰς τὸ κοινόν. Κατὰ τὴν χθεσινὴν ἡμέραν αἱ ἁρμόδιαι ὑπηρεσίαι συνέχισαν τὸ ἔργον των μὲ ἐντατικὸν ρυθμὸν, ἐνῷ τὰ ἀποτελέσματα ἀναμένεται νὰ ἀνακοινωθοῦν προσεχῶς εἰς τὸ κοινόν. Κατὰ τὴν χθεσινὴν ἡμέραν αἱ ἁρμόδιαι ὑπηρεσίαι συνέχισαν τὸ ἔργον των μὲ ἐντατικὸν ρυθμὸν, ἐνῷ τὰ ἀποτελέσματα ἀναμένεται νὰ ἀνακοινωθοῦν προσεχῶς εἰς τὸ κοινόν. <box>712 2266 980 2336</box>
article-headline: Ο ΣΙΡΡΑ ΑΠΟΧΩΡΕΙ <box>1324 61 1476 80</box>
article <box>992 293 1253 443</box>
article-headline: ΣΤΑΣΙΣ ΚΑΤΑΔΙΚΩΝ ΕΙΣ ΦΥΛΑΚΑΣ ΤΗΣ ΙΤΑΛΙΑΣ <box>724 227 967 256</box>
article-body: ΧΑΝΙΑ, 10. — Ὁ Εμμανουὴλ Χαιρετάκης ἀνέμενεν εἰς τὴν ἐκκλησίαν τὴν μνηστήν του διὰ νὰ τελεσθῇ ὁ γάμος, ἐκείνη ὅμως ἐγκατέλειψε τὴν οἰκίαν της καὶ ἠκολούθησε τὸν ἐραστήν της. Οἱ συγγενεῖς τῆς νύμφης ἀνεζήτησαν αὐτὴν ἐπὶ ματαίῳ. <box>14 208 229 253</box>
article <box>14 805 229 995</box>
filler-text: Κατὰ τὴν χθεσινὴν ἡμέραν αἱ ἁρμόδιαι ὑπηρεσίαι συνέχισαν τὸ ἔργον των μὲ ἐντατικὸν ρυθμὸν, ἐνῷ τὰ ἀποτελέσματα ἀναμένεται νὰ ἀνακοινωθοῦν προσεχῶς εἰς τὸ κοινόν. Κατὰ τὴν χθεσινὴν ἡμέραν αἱ ἁρμόδιαι ὑπηρεσίαι συνέχισαν τὸ ἔργον των μὲ ἐντατικὸν ρυθμὸν, ἐνῷ τὰ ἀποτελέσματα ἀναμένεται νὰ ἀνακοινωθοῦν προσεχῶς εἰς τὸ κοινόν. Κατὰ τὴν χθεσινὴν ἡμέραν αἱ ἁρμόδιαι ὑπηρεσίαι συνέχισαν τὸ ἔργον των μὲ ἐντατικὸν ρυθμὸν, ἐνῷ τὰ ἀποτελέσματα ἀναμένεται νὰ ἀνακοινωθοῦν προσεχῶς εἰς τὸ κοινόν. <box>992 1519 1253 1598</box>
article-body: Ὁ νέος Ὑπουργὸς τῶν Συγκοινωνιῶν ἀνέλαβε χθὲς τὰ καθήκοντά του καὶ ἐδέχθη τὰ στελέχη τοῦ Ὑπουργείου. <box>241 873 467 891</box>
filler-text: Κατὰ τὴν χθεσινὴν ἡμέραν αἱ ἁρμόδιαι ὑπηρεσίαι συνέχισαν τὸ ἔργον των μὲ ἐντατικὸν ρυθμὸν, ἐνῷ τὰ ἀποτελέσματα ἀναμένεται νὰ ἀνακοινωθοῦν προσεχῶς εἰς τὸ κοινόν. Κατὰ τὴν χθεσινὴν ἡμέραν αἱ ἁρμόδιαι ὑπηρεσίαι συνέχισαν τὸ ἔργον των μὲ ἐντατικὸν ρυθμὸν, ἐνῷ τὰ ἀποτελέσματα ἀναμένεται νὰ ἀνακοινωθοῦν προσεχῶς εἰς τὸ κοινόν. Κατὰ τὴν χθεσινὴν ἡμέραν αἱ ἁρμόδιαι ὑπηρεσίαι συνέχισαν τὸ ἔργον των μὲ ἐντατικὸν ρυθμὸν, ἐνῷ τὰ ἀποτελέσματα ἀναμένεται νὰ ἀνακοινωθοῦν προσεχῶς εἰς τὸ κοινόν. <box>712 872 980 943</box>
article-headline: ΣΤΟΜΑΧΙΚΑΙ ΔΙΑΤΑΡΑΞΑΙ <box>1301 8 1500 26</box>
article <box>479 69 699 190</box>
article-headline: ΔΙΑΤΑΓΗ Η ΣΥΛΛΗΨΙΣ ΝΕΓΡΟΥ ΗΓΕΤΟΥ ΤΗΣ ΜΑΥΡΗΣ ΔΥΝΑΜΕΩΣ <box>721 346 970 376</box>
filler-text: Κατὰ τὴν χθεσινὴν ἡμέραν αἱ ἁρμόδιαι ὑπηρεσίαι συνέχισαν τὸ ἔργον των μὲ ἐντατικὸν ρυθμὸν, ἐνῷ τὰ ἀποτελέσματα ἀναμένεται νὰ ἀνακοινωθοῦν προσεχῶς εἰς τὸ κοινόν. Κατὰ τὴν χθεσινὴν ἡμέραν αἱ ἁρμόδιαι ὑπηρεσίαι συνέχισαν τὸ ἔργον των μὲ ἐντατικὸν ρυθμὸν, ἐνῷ τὰ ἀποτελέσματα ἀναμένεται νὰ ἀνακοινωθοῦν προσεχῶς εἰς τὸ κοινόν. Κατὰ τὴν χθεσινὴν ἡμέραν αἱ ἁρμόδιαι ὑπηρεσίαι συνέχισαν τὸ ἔργον των μὲ ἐντατικὸν ρυθμὸν, ἐνῷ τὰ ἀποτελέσματα ἀναμένεται νὰ ἀνακοινωθοῦν προσεχῶς εἰς τὸ κοινόν. <box>14 1672 229 1761</box>
article <box>992 737 1253 810</box>
article-headline: ΑΠΟΤΥΧΙΑΝ ΕΣΗΜΕΙΩΣΕΝ Η ΠΡΟΣΠΑΘΕΙΑ ΤΩΝ ΒΡΕΤΑΝΝΩΝ «ΝΕΩΤΕΡΙΣΤΩΝ» ΝΑ ΑΛΛΑΞΟΥΝ ΤΟ ΣΩΦΡΟΝΙΣΤΙΚΟΝ ΣΥΣΤΗΜΑ <box>993 291 1252 409</box>
filler-text: Κατὰ τὴν χθεσινὴν ἡμέραν αἱ ἁρμόδιαι ὑπηρεσίαι συνέχισαν τὸ ἔργον των μὲ ἐντατικὸν ρυθμὸν, ἐνῷ τὰ ἀποτελέσματα ἀναμένεται νὰ ἀνακοινωθοῦν προσεχῶς εἰς τὸ κοινόν. Κατὰ τὴν χθεσινὴν ἡμέραν αἱ ἁρμόδιαι ὑπηρεσίαι συνέχισαν τὸ ἔργον των μὲ ἐντατικὸν ρυθμὸν, ἐνῷ τὰ ἀποτελέσματα ἀναμένεται νὰ ἀνακοινωθοῦν προσεχῶς εἰς τὸ κοινόν. Κατὰ τὴν χθεσινὴν ἡμέραν αἱ ἁρμόδιαι ὑπηρεσίαι συνέχισαν τὸ ἔργον των μὲ ἐντατικὸν ρυθμὸν, ἐνῷ τὰ ἀποτελέσματα ἀναμένεται νὰ ἀνακοινωθοῦν προσεχῶς εἰς τὸ κοινόν. <box>1265 1892 1535 1963</box>
article-headline: Ο Κ. ΠΡΩΘΥΠΟΥΡΓΟΣ ΕΞΑΙΡΕΙ ΤΗΝ ΑΝΑΓΚΗΝ ΤΗΣ ΠΟΛΙΤΙΚΗΣ ΑΓΩΓΗΣ ΤΩΝ ΕΛΛΗΝΩΝ <box>996 735 1249 776</box>
article-body: ΜΑΝΤΣΕΣΤΕΡ, 10. — Πέντε ἄτομα ἐτραυματίσθησαν ἐκ τῶν ἐκρήξεων πυροτεχνημάτων εἰς ἀποθήκην τῆς πόλεως. <box>712 321 980 340</box>
article <box>712 228 980 288</box>
filler-text: Κατὰ τὴν χθεσινὴν ἡμέραν αἱ ἁρμόδιαι ὑπηρεσίαι συνέχισαν τὸ ἔργον των μὲ ἐντατικὸν ρυθμὸν, ἐνῷ τὰ ἀποτελέσματα ἀναμένεται νὰ ἀνακοινωθοῦν προσεχῶς εἰς τὸ κοινόν. Κατὰ τὴν χθεσινὴν ἡμέραν αἱ ἁρμόδιαι ὑπηρεσίαι συνέχισαν τὸ ἔργον των μὲ ἐντατικὸν ρυθμὸν, ἐνῷ τὰ ἀποτελέσματα ἀναμένεται νὰ ἀνακοινωθοῦν προσεχῶς εἰς τὸ κοινόν. Κατὰ τὴν χθεσινὴν ἡμέραν αἱ ἁρμόδιαι ὑπηρεσίαι συνέχισαν τὸ ἔργον των μὲ ἐντατικὸν ρυθμὸν, ἐνῷ τὰ ἀποτελέσματα ἀναμένεται νὰ ἀνακοινωθοῦν προσεχῶς εἰς τὸ κοινόν. <box>479 893 699 981</box>
article <box>1265 199 1535 241</box>
article-body: ΧΑΒΡΗ, 10. — Ὁ ἀστροναύτης Μπόρμαν ὑπέστη στομαχικὰς διαταραχάς, μὲ ἀποτέλεσμα νὰ ἀναβάλῃ τὸ πρόγραμμα τῶν ἐπισκέψεών του. <box>1265 28 1535 55</box>
article-headline: ΠΕΝΤΕ ΤΡΑΥΜΑΤΙΑΙ ΕΙΣ ΕΚΡΗΞΕΙΣ ΠΥΡΟΤΕΧΝΗΜΑΤΩΝ <box>738 291 954 320</box>
article-headline: ΔΙΑΠΡΕΠΕΙΣ ΕΚΠΡΟΣΩΠΟΙ ΤΟΥ ΞΕΝΟΥ ΤΥΠΟΥ ΔΙΑΤΥΠΩΝΟΥΝ ΚΟΛΑΚΕΥΤΙΚΑ ΣΧΟΛΙΑ ΔΙΑ ΤΗΝ ΑΝΑΠΤΥΞΙΝ ΤΟΥ ΤΟΥΡΙΣΜΟΥ ΜΑΣ <box>481 461 697 515</box>
article <box>14 998 229 1085</box>
article-headline: ΔΕΚΑ ΒΑΘΜΟΙ ΥΠΟ ΤΟ ΜΗΔΕΝ ΕΙΣ ΝΕΥΡΟΚΟΠΙΟΝ ΧΙΟΝΕΣ ΕΙΣ ΤΑΣ ΠΕΡΙΟΧΑΣ ΤΗΣ ΔΡΑΜΑΣ ΚΑΙ ΤΟΥ ΚΙΛΚΙΣ <box>14 490 229 609</box>
filler-text: Κατὰ τὴν χθεσινὴν ἡμέραν αἱ ἁρμόδιαι ὑπηρεσίαι συνέχισαν τὸ ἔργον των μὲ ἐντατικὸν ρυθμὸν, ἐνῷ τὰ ἀποτελέσματα ἀναμένεται νὰ ἀνακοινωθοῦν προσεχῶς εἰς τὸ κοινόν. Κατὰ τὴν χθεσινὴν ἡμέραν αἱ ἁρμόδιαι ὑπηρεσίαι συνέχισαν τὸ ἔργον των μὲ ἐντατικὸν ρυθμὸν, ἐνῷ τὰ ἀποτελέσματα ἀναμένεται νὰ ἀνακοινωθοῦν προσεχῶς εἰς τὸ κοινόν. Κατὰ τὴν χθεσινὴν ἡμέραν αἱ ἁρμόδιαι ὑπηρεσίαι συνέχισαν τὸ ἔργον των μὲ ἐντατικὸν ρυθμὸν, ἐνῷ τὰ ἀποτελέσματα ἀναμένεται νὰ ἀνακοινωθοῦν προσεχῶς εἰς τὸ κοινόν. <box>992 1440 1253 1520</box>
filler-text: Κατὰ τὴν χθεσινὴν ἡμέραν αἱ ἁρμόδιαι ὑπηρεσίαι συνέχισαν τὸ ἔργον των μὲ ἐντατικὸν ρυθμὸν, ἐνῷ τὰ ἀποτελέσματα ἀναμένεται νὰ ἀνακοινωθοῦν προσεχῶς εἰς τὸ κοινόν. Κατὰ τὴν χθεσινὴν ἡμέραν αἱ ἁρμόδιαι ὑπηρεσίαι συνέχισαν τὸ ἔργον των μὲ ἐντατικὸν ρυθμὸν, ἐνῷ τὰ ἀποτελέσματα ἀναμένεται νὰ ἀνακοινωθοῦν προσεχῶς εἰς τὸ κοινόν. Κατὰ τὴν χθεσινὴν ἡμέραν αἱ ἁρμόδιαι ὑπηρεσίαι συνέχισαν τὸ ἔργον των μὲ ἐντατικὸν ρυθμὸν, ἐνῷ τὰ ἀποτελέσματα ἀναμένεται νὰ ἀνακοινωθοῦν προσεχῶς εἰς τὸ κοινόν. <box>992 2224 1253 2304</box>
article <box>712 165 980 225</box>
filler-text: Κατὰ τὴν χθεσινὴν ἡμέραν αἱ ἁρμόδιαι ὑπηρεσίαι συνέχισαν τὸ ἔργον των μὲ ἐντατικὸν ρυθμὸν, ἐνῷ τὰ ἀποτελέσματα ἀναμένεται νὰ ἀνακοινωθοῦν προσεχῶς εἰς τὸ κοινόν. Κατὰ τὴν χθεσινὴν ἡμέραν αἱ ἁρμόδιαι ὑπηρεσίαι συνέχισαν τὸ ἔργον των μὲ ἐντατικὸν ρυθμὸν, ἐνῷ τὰ ἀποτελέσματα ἀναμένεται νὰ ἀνακοινωθοῦν προσεχῶς εἰς τὸ κοινόν. Κατὰ τὴν χθεσινὴν ἡμέραν αἱ ἁρμόδιαι ὑπηρεσίαι συνέχισαν τὸ ἔργον των μὲ ἐντατικὸν ρυθμὸν, ἐνῷ τὰ ἀποτελέσματα ἀναμένεται νὰ ἀνακοινωθοῦν προσεχῶς εἰς τὸ κοινόν. <box>241 1857 467 1945</box>
filler-text: Κατὰ τὴν χθεσινὴν ἡμέραν αἱ ἁρμόδιαι ὑπηρεσίαι συνέχισαν τὸ ἔργον των μὲ ἐντατικὸν ρυθμὸν, ἐνῷ τὰ ἀποτελέσματα ἀναμένεται νὰ ἀνακοινωθοῦν προσεχῶς εἰς τὸ κοινόν. Κατὰ τὴν χθεσινὴν ἡμέραν αἱ ἁρμόδιαι ὑπηρεσίαι συνέχισαν τὸ ἔργον των μὲ ἐντατικὸν ρυθμὸν, ἐνῷ τὰ ἀποτελέσματα ἀναμένεται νὰ ἀνακοινωθοῦν προσεχῶς εἰς τὸ κοινόν. Κατὰ τὴν χθεσινὴν ἡμέραν αἱ ἁρμόδιαι ὑπηρεσίαι συνέχισαν τὸ ἔργον των μὲ ἐντατικὸν ρυθμὸν, ἐνῷ τὰ ἀποτελέσματα ἀναμένεται νὰ ἀνακοινωθοῦν προσεχῶς εἰς τὸ κοινόν. <box>1265 1195 1535 1266</box>
article <box>479 561 699 592</box>
article-headline: ΣΥΝΕΣΤΗΘΗ ΚΑΙ ΑΥΓΑΙ ΤΑΥΑΝΑΣ ΕΙΣ ΤΗΝ ΚΑΡΔΙΤΣΑΝ <box>484 559 694 588</box>
article-headline: Ο Κ. ΠΑΤΤΑΚΟΣ ΜΕΤΑΒΑΙΝΕΙ ΣΗΜΕΡΟΝ ΕΙΣ ΦΛΩΡΙΝΑΝ <box>261 200 446 229</box>
article-body: Τὸ Ναυτικὸν Ἀπομαχικὸν Ταμεῖον ἀνακοινοῖ ὅτι ἡ περίθαλψις τῶν ναυτικῶν ἐπεκτείνεται καὶ εἰς τὰ μέλη τῶν οἰκογενειῶν των. <box>241 720 467 747</box>
article-body: Ἡ ἐπίτοκος ἐγέννησεν ἐντὸς τοῦ αὐτοκινήτου ὅταν τοῦτο ὑπέστη βλάβην καθ' ὁδόν. Διερχόμενος ὁδηγὸς μετέφερεν αὐτὴν εἰς τὸ πλησιέστερον νοσοκομεῖον. <box>241 94 467 121</box>
article-body: ΚΥ ΜΠΙΣΚΑΙΗΝ, 10. — Ὁ Πρόεδρος Νίξον ἐνδέχεται νὰ ἐπιφέρῃ περικοπὰς εἰς τὰς πιστώσεις διὰ τὸ διαστημικὸν πρόγραμμα, ἀφοῦ τὸ ὅλον θέμα μελετηθῇ καλῶς ὑπὸ τῶν ἁρμοδίων. <box>992 142 1253 169</box>
article-headline: Η ΒΟΝΝΗ ΑΥΞΑΝΕΙ ΤΗΝ ΒΟΗΘΕΙΑΝ ΠΡΟΣ ΤΗΝ ΤΟΥΡΚΙΑΝ <box>714 522 978 551</box>
divider <box>14 488 229 489</box>
article-headline: ΧΡΕΩΚΟΠΙΑ <box>1353 106 1447 126</box>
article-headline: ΟΙ ΒΟΥΛΓΑΡΟΙ ΔΕΝ ΘΑ ΚΑΠΝΙΖΟΥΝ ΚΑΤΑ ΤΗΝ ΩΡΑΝ ΤΗΣ ΕΡΓΑΣΙΑΣ <box>713 9 979 37</box>
filler-text: Κατὰ τὴν χθεσινὴν ἡμέραν αἱ ἁρμόδιαι ὑπηρεσίαι συνέχισαν τὸ ἔργον των μὲ ἐντατικὸν ρυθμὸν, ἐνῷ τὰ ἀποτελέσματα ἀναμένεται νὰ ἀνακοινωθοῦν προσεχῶς εἰς τὸ κοινόν. Κατὰ τὴν χθεσινὴν ἡμέραν αἱ ἁρμόδιαι ὑπηρεσίαι συνέχισαν τὸ ἔργον των μὲ ἐντατικὸν ρυθμὸν, ἐνῷ τὰ ἀποτελέσματα ἀναμένεται νὰ ἀνακοινωθοῦν προσεχῶς εἰς τὸ κοινόν. Κατὰ τὴν χθεσινὴν ἡμέραν αἱ ἁρμόδιαι ὑπηρεσίαι συνέχισαν τὸ ἔργον των μὲ ἐντατικὸν ρυθμὸν, ἐνῷ τὰ ἀποτελέσματα ἀναμένεται νὰ ἀνακοινωθοῦν προσεχῶς εἰς τὸ κοινόν. <box>992 891 1253 971</box>
divider <box>14 1084 229 1085</box>
article-body: ΑΘΗΝΑΙ, 10. — Ὑπὸ τῆς Ἀσφαλείας συνελήφθησαν δύο ὑπάλληλοι καταστήματος οἱ ὁποῖοι ἀφῄρουν ἐπὶ μακρὸν χρονικὸν διάστημα εἴδη ἐκ τοῦ καταστήματος τοῦ ἐργοδότου των. Ἡ ἀξία τῶν ἀφαιρεθέντων ὑπολογίζεται εἰς 40.000 δραχμάς. <box>14 376 229 420</box>
article-headline: ΠΕΡΙΟΔΕΙΑ ΤΟΥ ΜΠΟΡΜΑΝ <box>1017 246 1229 265</box>
divider <box>479 331 699 332</box>
article-headline: Ο ΝΙΞΟΝ ΕΝΔΕΧΕΤΑΙ ΝΑ ΕΠΙΦΕΡΗ ΠΕΡΙΚΟΠΑΣ ΕΙΣ ΤΑΣ ΠΙΣΤΩΣΕΙΣ ΔΙΑ ΤΟ ΔΙΑΣΤΗΜΑ ΑΦΟΥ ΤΟ ΟΛΟΝ ΘΕΜΑ ΜΕΛΕΤΗΘΗ ΚΑΛΩΣ <box>997 42 1248 140</box>
article-body: ΒΟΛΟΣ, 10. — Τὸ Πλημμελειοδικεῖον Βόλου κατεδίκασεν εἰς φυλάκισιν δέκα μηνῶν τὸν κατηγορούμενον διὰ ἀπαγωγὴν ἀνηλίκου. <box>14 718 229 745</box>
filler-text: Κατὰ τὴν χθεσινὴν ἡμέραν αἱ ἁρμόδιαι ὑπηρεσίαι συνέχισαν τὸ ἔργον των μὲ ἐντατικὸν ρυθμὸν, ἐνῷ τὰ ἀποτελέσματα ἀναμένεται νὰ ἀνακοινωθοῦν προσεχῶς εἰς τὸ κοινόν. Κατὰ τὴν χθεσινὴν ἡμέραν αἱ ἁρμόδιαι ὑπηρεσίαι συνέχισαν τὸ ἔργον των μὲ ἐντατικὸν ρυθμὸν, ἐνῷ τὰ ἀποτελέσματα ἀναμένεται νὰ ἀνακοινωθοῦν προσεχῶς εἰς τὸ κοινόν. Κατὰ τὴν χθεσινὴν ἡμέραν αἱ ἁρμόδιαι ὑπηρεσίαι συνέχισαν τὸ ἔργον των μὲ ἐντατικὸν ρυθμὸν, ἐνῷ τὰ ἀποτελέσματα ἀναμένεται νὰ ἀνακοινωθοῦν προσεχῶς εἰς τὸ κοινόν. <box>1265 498 1535 569</box>
filler-text: Κατὰ τὴν χθεσινὴν ἡμέραν αἱ ἁρμόδιαι ὑπηρεσίαι συνέχισαν τὸ ἔργον των μὲ ἐντατικὸν ρυθμὸν, ἐνῷ τὰ ἀποτελέσματα ἀναμένεται νὰ ἀνακοινωθοῦν προσεχῶς εἰς τὸ κοινόν. Κατὰ τὴν χθεσινὴν ἡμέραν αἱ ἁρμόδιαι ὑπηρεσίαι συνέχισαν τὸ ἔργον των μὲ ἐντατικὸν ρυθμὸν, ἐνῷ τὰ ἀποτελέσματα ἀναμένεται νὰ ἀνακοινωθοῦν προσεχῶς εἰς τὸ κοινόν. Κατὰ τὴν χθεσινὴν ἡμέραν αἱ ἁρμόδιαι ὑπηρεσίαι συνέχισαν τὸ ἔργον των μὲ ἐντατικὸν ρυθμὸν, ἐνῷ τὰ ἀποτελέσματα ἀναμένεται νὰ ἀνακοινωθοῦν προσεχῶς εἰς τὸ κοινόν. <box>14 1237 229 1325</box>
article-headline: Ο ΝΕΟΣ ΥΠΟΥΡΓΟΣ ΤΩΝ ΣΥΓΚΟΙΝΩΝΙΩΝ <box>277 843 431 871</box>
filler-text: Κατὰ τὴν χθεσινὴν ἡμέραν αἱ ἁρμόδιαι ὑπηρεσίαι συνέχισαν τὸ ἔργον των μὲ ἐντατικὸν ρυθμὸν, ἐνῷ τὰ ἀποτελέσματα ἀναμένεται νὰ ἀνακοινωθοῦν προσεχῶς εἰς τὸ κοινόν. Κατὰ τὴν χθεσινὴν ἡμέραν αἱ ἁρμόδιαι ὑπηρεσίαι συνέχισαν τὸ ἔργον των μὲ ἐντατικὸν ρυθμὸν, ἐνῷ τὰ ἀποτελέσματα ἀναμένεται νὰ ἀνακοινωθοῦν προσεχῶς εἰς τὸ κοινόν. Κατὰ τὴν χθεσινὴν ἡμέραν αἱ ἁρμόδιαι ὑπηρεσίαι συνέχισαν τὸ ἔργον των μὲ ἐντατικὸν ρυθμὸν, ἐνῷ τὰ ἀποτελέσματα ἀναμένεται νὰ ἀνακοινωθοῦν προσεχῶς εἰς τὸ κοινόν. <box>1265 1404 1535 1475</box>
article-headline: ΑΦΘΡΟΥΝ ΕΙΔΗ ΕΚ ΤΟΥ ΚΑΤΑΣΤΗΜΑΤΟΣ ΤΟΥ ΕΡΓΟΔΟΤΟΥ ΤΩΝ <box>46 332 197 374</box>
article-body: ΑΘΗΝΑΙ, 10. — Ὁ Ὑφυπουργὸς Προεδρίας ἐπεσκέφθη τὴν ἔκθεσιν τοῦ Συλλόγου καὶ ἐξέφρασε τὰ συγχαρητήριά του διὰ τὴν ἐπιτυχίαν της. <box>241 655 467 682</box>
divider <box>241 60 467 61</box>
filler-text: Κατὰ τὴν χθεσινὴν ἡμέραν αἱ ἁρμόδιαι ὑπηρεσίαι συνέχισαν τὸ ἔργον των μὲ ἐντατικὸν ρυθμὸν, ἐνῷ τὰ ἀποτελέσματα ἀναμένεται νὰ ἀνακοινωθοῦν προσεχῶς εἰς τὸ κοινόν. Κατὰ τὴν χθεσινὴν ἡμέραν αἱ ἁρμόδιαι ὑπηρεσίαι συνέχισαν τὸ ἔργον των μὲ ἐντατικὸν ρυθμὸν, ἐνῷ τὰ ἀποτελέσματα ἀναμένεται νὰ ἀνακοινωθοῦν προσεχῶς εἰς τὸ κοινόν. Κατὰ τὴν χθεσινὴν ἡμέραν αἱ ἁρμόδιαι ὑπηρεσίαι συνέχισαν τὸ ἔργον των μὲ ἐντατικὸν ρυθμὸν, ἐνῷ τὰ ἀποτελέσματα ἀναμένεται νὰ ἀνακοινωθοῦν προσεχῶς εἰς τὸ κοινόν. <box>14 2021 229 2109</box>
filler-text: Κατὰ τὴν χθεσινὴν ἡμέραν αἱ ἁρμόδιαι ὑπηρεσίαι συνέχισαν τὸ ἔργον των μὲ ἐντατικὸν ρυθμὸν, ἐνῷ τὰ ἀποτελέσματα ἀναμένεται νὰ ἀνακοινωθοῦν προσεχῶς εἰς τὸ κοινόν. Κατὰ τὴν χθεσινὴν ἡμέραν αἱ ἁρμόδιαι ὑπηρεσίαι συνέχισαν τὸ ἔργον των μὲ ἐντατικὸν ρυθμὸν, ἐνῷ τὰ ἀποτελέσματα ἀναμένεται νὰ ἀνακοινωθοῦν προσεχῶς εἰς τὸ κοινόν. Κατὰ τὴν χθεσινὴν ἡμέραν αἱ ἁρμόδιαι ὑπηρεσίαι συνέχισαν τὸ ἔργον των μὲ ἐντατικὸν ρυθμὸν, ἐνῷ τὰ ἀποτελέσματα ἀναμένεται νὰ ἀνακοινωθοῦν προσεχῶς εἰς τὸ κοινόν. <box>241 1073 467 1161</box>
divider <box>479 690 699 691</box>
filler-text: Κατὰ τὴν χθεσινὴν ἡμέραν αἱ ἁρμόδιαι ὑπηρεσίαι συνέχισαν τὸ ἔργον των μὲ ἐντατικὸν ρυθμὸν, ἐνῷ τὰ ἀποτελέσματα ἀναμένεται νὰ ἀνακοινωθοῦν προσεχῶς εἰς τὸ κοινόν. Κατὰ τὴν χθεσινὴν ἡμέραν αἱ ἁρμόδιαι ὑπηρεσίαι συνέχισαν τὸ ἔργον των μὲ ἐντατικὸν ρυθμὸν, ἐνῷ τὰ ἀποτελέσματα ἀναμένεται νὰ ἀνακοινωθοῦν προσεχῶς εἰς τὸ κοινόν. Κατὰ τὴν χθεσινὴν ἡμέραν αἱ ἁρμόδιαι ὑπηρεσίαι συνέχισαν τὸ ἔργον των μὲ ἐντατικὸν ρυθμὸν, ἐνῷ τὰ ἀποτελέσματα ἀναμένεται νὰ ἀνακοινωθοῦν προσεχῶς εἰς τὸ κοινόν. <box>241 1160 467 1249</box>
divider <box>14 1233 229 1234</box>
filler-text: Κατὰ τὴν χθεσινὴν ἡμέραν αἱ ἁρμόδιαι ὑπηρεσίαι συνέχισαν τὸ ἔργον των μὲ ἐντατικὸν ρυθμὸν, ἐνῷ τὰ ἀποτελέσματα ἀναμένεται νὰ ἀνακοινωθοῦν προσεχῶς εἰς τὸ κοινόν. Κατὰ τὴν χθεσινὴν ἡμέραν αἱ ἁρμόδιαι ὑπηρεσίαι συνέχισαν τὸ ἔργον των μὲ ἐντατικὸν ρυθμὸν, ἐνῷ τὰ ἀποτελέσματα ἀναμένεται νὰ ἀνακοινωθοῦν προσεχῶς εἰς τὸ κοινόν. Κατὰ τὴν χθεσινὴν ἡμέραν αἱ ἁρμόδιαι ὑπηρεσίαι συνέχισαν τὸ ἔργον των μὲ ἐντατικὸν ρυθμὸν, ἐνῷ τὰ ἀποτελέσματα ἀναμένεται νὰ ἀνακοινωθοῦν προσεχῶς εἰς τὸ κοινόν. <box>479 806 699 894</box>
article-headline: ΥΠΕΡΙΔΙΟΝΙΟΙ ΛΙΘΕΙΟΔΟΙ ΕΙΣ ΤΗΝ ΚΡΗΤΗΝ <box>14 259 229 287</box>
filler-text: Κατὰ τὴν χθεσινὴν ἡμέραν αἱ ἁρμόδιαι ὑπηρεσίαι συνέχισαν τὸ ἔργον των μὲ ἐντατικὸν ρυθμὸν, ἐνῷ τὰ ἀποτελέσματα ἀναμένεται νὰ ἀνακοινωθοῦν προσεχῶς εἰς τὸ κοινόν. Κατὰ τὴν χθεσινὴν ἡμέραν αἱ ἁρμόδιαι ὑπηρεσίαι συνέχισαν τὸ ἔργον των μὲ ἐντατικὸν ρυθμὸν, ἐνῷ τὰ ἀποτελέσματα ἀναμένεται νὰ ἀνακοινωθοῦν προσεχῶς εἰς τὸ κοινόν. Κατὰ τὴν χθεσινὴν ἡμέραν αἱ ἁρμόδιαι ὑπηρεσίαι συνέχισαν τὸ ἔργον των μὲ ἐντατικὸν ρυθμὸν, ἐνῷ τὰ ἀποτελέσματα ἀναμένεται νὰ ἀνακοινωθοῦν προσεχῶς εἰς τὸ κοινόν. <box>712 1639 980 1709</box>
article-body: ΑΘΗΝΑΙ, 10. — Κατὰ τὸν μῆνα Ἰανουάριον ηὐξημένη ἐνεφανίσθη ἡ δραστηριότης τῶν ὀργάνων τῆς ἀμέσου ἐφαρμογῆς. Ἐπεβλήθησαν πρόστιμα καὶ διενεργήθησαν ἔλεγχοι εἰς καταστήματα. <box>992 611 1253 638</box>
filler-text: Κατὰ τὴν χθεσινὴν ἡμέραν αἱ ἁρμόδιαι ὑπηρεσίαι συνέχισαν τὸ ἔργον των μὲ ἐντατικὸν ρυθμὸν, ἐνῷ τὰ ἀποτελέσματα ἀναμένεται νὰ ἀνακοινωθοῦν προσεχῶς εἰς τὸ κοινόν. Κατὰ τὴν χθεσινὴν ἡμέραν αἱ ἁρμόδιαι ὑπηρεσίαι συνέχισαν τὸ ἔργον των μὲ ἐντατικὸν ρυθμὸν, ἐνῷ τὰ ἀποτελέσματα ἀναμένεται νὰ ἀνακοινωθοῦν προσεχῶς εἰς τὸ κοινόν. Κατὰ τὴν χθεσινὴν ἡμέραν αἱ ἁρμόδιαι ὑπηρεσίαι συνέχισαν τὸ ἔργον των μὲ ἐντατικὸν ρυθμὸν, ἐνῷ τὰ ἀποτελέσματα ἀναμένεται νὰ ἀνακοινωθοῦν προσεχῶς εἰς τὸ κοινόν. <box>241 1335 467 1423</box>
article-body: Ὑπ' ἀριθ. 1968 ἀπόφασις τοῦ Πολυμελοῦς Πρωτοδικείου Ἀθηνῶν ἐκηρύχθη ἡ ἀφάνεια τοῦ ἀπόντος κατὰ τὰς διατάξεις τοῦ νόμου. <box>14 1118 229 1144</box>
filler-text: Κατὰ τὴν χθεσινὴν ἡμέραν αἱ ἁρμόδιαι ὑπηρεσίαι συνέχισαν τὸ ἔργον των μὲ ἐντατικὸν ρυθμὸν, ἐνῷ τὰ ἀποτελέσματα ἀναμένεται νὰ ἀνακοινωθοῦν προσεχῶς εἰς τὸ κοινόν. Κατὰ τὴν χθεσινὴν ἡμέραν αἱ ἁρμόδιαι ὑπηρεσίαι συνέχισαν τὸ ἔργον των μὲ ἐντατικὸν ρυθμὸν, ἐνῷ τὰ ἀποτελέσματα ἀναμένεται νὰ ἀνακοινωθοῦν προσεχῶς εἰς τὸ κοινόν. Κατὰ τὴν χθεσινὴν ἡμέραν αἱ ἁρμόδιαι ὑπηρεσίαι συνέχισαν τὸ ἔργον των μὲ ἐντατικὸν ρυθμὸν, ἐνῷ τὰ ἀποτελέσματα ἀναμένεται νὰ ἀνακοινωθοῦν προσεχῶς εἰς τὸ κοινόν. <box>1265 1335 1535 1405</box>
filler-text: Κατὰ τὴν χθεσινὴν ἡμέραν αἱ ἁρμόδιαι ὑπηρεσίαι συνέχισαν τὸ ἔργον των μὲ ἐντατικὸν ρυθμὸν, ἐνῷ τὰ ἀποτελέσματα ἀναμένεται νὰ ἀνακοινωθοῦν προσεχῶς εἰς τὸ κοινόν. Κατὰ τὴν χθεσινὴν ἡμέραν αἱ ἁρμόδιαι ὑπηρεσίαι συνέχισαν τὸ ἔργον των μὲ ἐντατικὸν ρυθμὸν, ἐνῷ τὰ ἀποτελέσματα ἀναμένεται νὰ ἀνακοινωθοῦν προσεχῶς εἰς τὸ κοινόν. Κατὰ τὴν χθεσινὴν ἡμέραν αἱ ἁρμόδιαι ὑπηρεσίαι συνέχισαν τὸ ἔργον των μὲ ἐντατικὸν ρυθμὸν, ἐνῷ τὰ ἀποτελέσματα ἀναμένεται νὰ ἀνακοινωθοῦν προσεχῶς εἰς τὸ κοινόν. <box>1265 289 1535 360</box>
divider <box>1265 195 1535 196</box>
column-5 <box>986 8 1259 2304</box>
divider <box>712 658 980 659</box>
filler-text: Κατὰ τὴν χθεσινὴν ἡμέραν αἱ ἁρμόδιαι ὑπηρεσίαι συνέχισαν τὸ ἔργον των μὲ ἐντατικὸν ρυθμὸν, ἐνῷ τὰ ἀποτελέσματα ἀναμένεται νὰ ἀνακοινωθοῦν προσεχῶς εἰς τὸ κοινόν. Κατὰ τὴν χθεσινὴν ἡμέραν αἱ ἁρμόδιαι ὑπηρεσίαι συνέχισαν τὸ ἔργον των μὲ ἐντατικὸν ρυθμὸν, ἐνῷ τὰ ἀποτελέσματα ἀναμένεται νὰ ἀνακοινωθοῦν προσεχῶς εἰς τὸ κοινόν. Κατὰ τὴν χθεσινὴν ἡμέραν αἱ ἁρμόδιαι ὑπηρεσίαι συνέχισαν τὸ ἔργον των μὲ ἐντατικὸν ρυθμὸν, ἐνῷ τὰ ἀποτελέσματα ἀναμένεται νὰ ἀνακοινωθοῦν προσεχῶς εἰς τὸ κοινόν. <box>1265 1544 1535 1614</box>
article-body: ΝΕΑ ΥΟΡΚΗ, 10. — Ἡ ἀποστολὴ τοῦ «Ἀπόλλων 8» χαρακτηρίζεται ὡς ἔπος ἄνευ προηγουμένου εἰς τὴν ἱστορίαν τῆς ἀνθρωπότητος. <box>992 196 1253 215</box>
article-headline: ΕΚΥΡΩΘΗ Η ΣΥΜΒΑΣΙΣ ΔΙΑ ΤΗΝ ΚΑΤΑΣΚΕΥΗΝ ΤΗΣ ΟΔΟΥ ΑΠΟ ΗΓΟΥΜΕΝΙΤΣΗΣ ΜΕΧΡΙ ΤΩΝ ΤΟΥΡΚΙΚΩΝ ΣΥΝΟΡΩΝ <box>488 9 690 63</box>
article <box>712 524 980 575</box>
filler-text: Κατὰ τὴν χθεσινὴν ἡμέραν αἱ ἁρμόδιαι ὑπηρεσίαι συνέχισαν τὸ ἔργον των μὲ ἐντατικὸν ρυθμὸν, ἐνῷ τὰ ἀποτελέσματα ἀναμένεται νὰ ἀνακοινωθοῦν προσεχῶς εἰς τὸ κοινόν. Κατὰ τὴν χθεσινὴν ἡμέραν αἱ ἁρμόδιαι ὑπηρεσίαι συνέχισαν τὸ ἔργον των μὲ ἐντατικὸν ρυθμὸν, ἐνῷ τὰ ἀποτελέσματα ἀναμένεται νὰ ἀνακοινωθοῦν προσεχῶς εἰς τὸ κοινόν. Κατὰ τὴν χθεσινὴν ἡμέραν αἱ ἁρμόδιαι ὑπηρεσίαι συνέχισαν τὸ ἔργον των μὲ ἐντατικὸν ρυθμὸν, ἐνῷ τὰ ἀποτελέσματα ἀναμένεται νὰ ἀνακοινωθοῦν προσεχῶς εἰς τὸ κοινόν. <box>992 1989 1253 2068</box>
article <box>14 1153 229 1234</box>
article-body: ΑΘΗΝΑΙ, 10. — Τὸν Ἀρχηγὸν τῶν Ἐνόπλων Δυνάμεων ἐπεσκέφθη ὁ ἀπερχόμενος Διοικητὴς τῆς 6ης Ἀεροπορικῆς Δυνάμεως Νοτίου Εὐρώπης τοῦ ΝΑΤΟ. <box>14 1053 229 1080</box>
article-body: ΠΟΛΙΣ ΤΟΥ ΒΑΤΙΚΑΝΟΥ, 10. — Ὁ Πάπας ἐδήλωσεν ὅτι αἱ φοιτητικαὶ διαδηλώσεις εἶναι δικαιολογημέναι ὅταν ἀποβλέπουν εἰς τὴν δικαιοσύνην καὶ τὴν ἀνανέωσιν τῆς κοινωνίας. <box>712 194 980 221</box>
article-headline: Η ΔΙΕΝΕΡΓΕΙΑ ΤΟΥ ΑΝΤΙΘΡΥΛΙΚΟΥ ΕΜΒΟΛΙΑΣΜΟΥ <box>22 616 221 644</box>
filler-text: Κατὰ τὴν χθεσινὴν ἡμέραν αἱ ἁρμόδιαι ὑπηρεσίαι συνέχισαν τὸ ἔργον των μὲ ἐντατικὸν ρυθμὸν, ἐνῷ τὰ ἀποτελέσματα ἀναμένεται νὰ ἀνακοινωθοῦν προσεχῶς εἰς τὸ κοινόν. Κατὰ τὴν χθεσινὴν ἡμέραν αἱ ἁρμόδιαι ὑπηρεσίαι συνέχισαν τὸ ἔργον των μὲ ἐντατικὸν ρυθμὸν, ἐνῷ τὰ ἀποτελέσματα ἀναμένεται νὰ ἀνακοινωθοῦν προσεχῶς εἰς τὸ κοινόν. Κατὰ τὴν χθεσινὴν ἡμέραν αἱ ἁρμόδιαι ὑπηρεσίαι συνέχισαν τὸ ἔργον των μὲ ἐντατικὸν ρυθμὸν, ἐνῷ τὰ ἀποτελέσματα ἀναμένεται νὰ ἀνακοινωθοῦν προσεχῶς εἰς τὸ κοινόν. <box>479 1068 699 1156</box>
filler-text: Κατὰ τὴν χθεσινὴν ἡμέραν αἱ ἁρμόδιαι ὑπηρεσίαι συνέχισαν τὸ ἔργον των μὲ ἐντατικὸν ρυθμὸν, ἐνῷ τὰ ἀποτελέσματα ἀναμένεται νὰ ἀνακοινωθοῦν προσεχῶς εἰς τὸ κοινόν. Κατὰ τὴν χθεσινὴν ἡμέραν αἱ ἁρμόδιαι ὑπηρεσίαι συνέχισαν τὸ ἔργον των μὲ ἐντατικὸν ρυθμὸν, ἐνῷ τὰ ἀποτελέσματα ἀναμένεται νὰ ἀνακοινωθοῦν προσεχῶς εἰς τὸ κοινόν. Κατὰ τὴν χθεσινὴν ἡμέραν αἱ ἁρμόδιαι ὑπηρεσίαι συνέχισαν τὸ ἔργον των μὲ ἐντατικὸν ρυθμὸν, ἐνῷ τὰ ἀποτελέσματα ἀναμένεται νὰ ἀνακοινωθοῦν προσεχῶς εἰς τὸ κοινόν. <box>712 2196 980 2267</box>
article <box>992 175 1253 220</box>
article <box>479 695 699 726</box>
article <box>241 266 467 340</box>
filler-text: Κατὰ τὴν χθεσινὴν ἡμέραν αἱ ἁρμόδιαι ὑπηρεσίαι συνέχισαν τὸ ἔργον των μὲ ἐντατικὸν ρυθμὸν, ἐνῷ τὰ ἀποτελέσματα ἀναμένεται νὰ ἀνακοινωθοῦν προσεχῶς εἰς τὸ κοινόν. Κατὰ τὴν χθεσινὴν ἡμέραν αἱ ἁρμόδιαι ὑπηρεσίαι συνέχισαν τὸ ἔργον των μὲ ἐντατικὸν ρυθμὸν, ἐνῷ τὰ ἀποτελέσματα ἀναμένεται νὰ ἀνακοινωθοῦν προσεχῶς εἰς τὸ κοινόν. Κατὰ τὴν χθεσινὴν ἡμέραν αἱ ἁρμόδιαι ὑπηρεσίαι συνέχισαν τὸ ἔργον των μὲ ἐντατικὸν ρυθμὸν, ἐνῷ τὰ ἀποτελέσματα ἀναμένεται νὰ ἀνακοινωθοῦν προσεχῶς εἰς τὸ κοινόν. <box>1265 359 1535 430</box>
article-body: ΑΓΚΥΡΑ, 10. — Ἡ τουρκικὴ Κυβέρνησις συνῆψε συμφωνίαν μετὰ τῆς Γιουγκοσλαβίας διὰ τὴν ναυπήγησιν ἐμπορικῶν πλοίων. <box>712 497 980 515</box>
article <box>241 626 467 686</box>
filler-text: Κατὰ τὴν χθεσινὴν ἡμέραν αἱ ἁρμόδιαι ὑπηρεσίαι συνέχισαν τὸ ἔργον των μὲ ἐντατικὸν ρυθμὸν, ἐνῷ τὰ ἀποτελέσματα ἀναμένεται νὰ ἀνακοινωθοῦν προσεχῶς εἰς τὸ κοινόν. Κατὰ τὴν χθεσινὴν ἡμέραν αἱ ἁρμόδιαι ὑπηρεσίαι συνέχισαν τὸ ἔργον των μὲ ἐντατικὸν ρυθμὸν, ἐνῷ τὰ ἀποτελέσματα ἀναμένεται νὰ ἀνακοινωθοῦν προσεχῶς εἰς τὸ κοινόν. Κατὰ τὴν χθεσινὴν ἡμέραν αἱ ἁρμόδιαι ὑπηρεσίαι συνέχισαν τὸ ἔργον των μὲ ἐντατικὸν ρυθμὸν, ἐνῷ τὰ ἀποτελέσματα ἀναμένεται νὰ ἀνακοινωθοῦν προσεχῶς εἰς τὸ κοινόν. <box>712 1081 980 1152</box>
filler-text: Κατὰ τὴν χθεσινὴν ἡμέραν αἱ ἁρμόδιαι ὑπηρεσίαι συνέχισαν τὸ ἔργον των μὲ ἐντατικὸν ρυθμὸν, ἐνῷ τὰ ἀποτελέσματα ἀναμένεται νὰ ἀνακοινωθοῦν προσεχῶς εἰς τὸ κοινόν. Κατὰ τὴν χθεσινὴν ἡμέραν αἱ ἁρμόδιαι ὑπηρεσίαι συνέχισαν τὸ ἔργον των μὲ ἐντατικὸν ρυθμὸν, ἐνῷ τὰ ἀποτελέσματα ἀναμένεται νὰ ἀνακοινωθοῦν προσεχῶς εἰς τὸ κοινόν. Κατὰ τὴν χθεσινὴν ἡμέραν αἱ ἁρμόδιαι ὑπηρεσίαι συνέχισαν τὸ ἔργον των μὲ ἐντατικὸν ρυθμὸν, ἐνῷ τὰ ἀποτελέσματα ἀναμένεται νὰ ἀνακοινωθοῦν προσεχῶς εἰς τὸ κοινόν. <box>712 663 980 734</box>
article <box>712 292 980 344</box>
article-body: Τὸ δημόσιον μαιευτήριον Θεσσαλονίκης ὑπεδέχθη τὴν μητέρα καὶ τὸ νεογέννητον. <box>241 39 467 57</box>
filler-text: Κατὰ τὴν χθεσινὴν ἡμέραν αἱ ἁρμόδιαι ὑπηρεσίαι συνέχισαν τὸ ἔργον των μὲ ἐντατικὸν ρυθμὸν, ἐνῷ τὰ ἀποτελέσματα ἀναμένεται νὰ ἀνακοινωθοῦν προσεχῶς εἰς τὸ κοινόν. Κατὰ τὴν χθεσινὴν ἡμέραν αἱ ἁρμόδιαι ὑπηρεσίαι συνέχισαν τὸ ἔργον των μὲ ἐντατικὸν ρυθμὸν, ἐνῷ τὰ ἀποτελέσματα ἀναμένεται νὰ ἀνακοινωθοῦν προσεχῶς εἰς τὸ κοινόν. Κατὰ τὴν χθεσινὴν ἡμέραν αἱ ἁρμόδιαι ὑπηρεσίαι συνέχισαν τὸ ἔργον των μὲ ἐντατικὸν ρυθμὸν, ἐνῷ τὰ ἀποτελέσματα ἀναμένεται νὰ ἀνακοινωθοῦν προσεχῶς εἰς τὸ κοινόν. <box>712 1151 980 1221</box>
article-body: ΒΙΕΝΝΗ, 10. — Ἡ βουλγαρικὴ Κυβέρνησις ἀπηγόρευσε τὸ κάπνισμα εἰς τοὺς χώρους ἐργασίας κατὰ τὰς ὥρας λειτουργίας, διὰ νὰ μὴ ἐνοχλοῦνται οἱ μὴ καπνίζοντες συνάδελφοι. <box>712 74 980 101</box>
divider <box>712 344 980 345</box>
article-headline: ΔΙΑ ΝΑ ΜΗ ΕΝΟΧΛΟΥΝ ΤΟΥΣ «ΑΚΑΠΝΟΥΣ» <box>753 44 938 72</box>
page-number-logo-wrap <box>998 14 1253 42</box>
divider <box>712 463 980 464</box>
article <box>992 490 1253 643</box>
article-headline: 1.115 ΔΕΚΑΤΡΙΑΡΗΔΕΣ ΕΙΣ ΤΟ «ΠΡΟ-ΠΟ» <box>482 728 696 769</box>
filler-text: Κατὰ τὴν χθεσινὴν ἡμέραν αἱ ἁρμόδιαι ὑπηρεσίαι συνέχισαν τὸ ἔργον των μὲ ἐντατικὸν ρυθμὸν, ἐνῷ τὰ ἀποτελέσματα ἀναμένεται νὰ ἀνακοινωθοῦν προσεχῶς εἰς τὸ κοινόν. Κατὰ τὴν χθεσινὴν ἡμέραν αἱ ἁρμόδιαι ὑπηρεσίαι συνέχισαν τὸ ἔργον των μὲ ἐντατικὸν ρυθμὸν, ἐνῷ τὰ ἀποτελέσματα ἀναμένεται νὰ ἀνακοινωθοῦν προσεχῶς εἰς τὸ κοινόν. Κατὰ τὴν χθεσινὴν ἡμέραν αἱ ἁρμόδιαι ὑπηρεσίαι συνέχισαν τὸ ἔργον των μὲ ἐντατικὸν ρυθμὸν, ἐνῷ τὰ ἀποτελέσματα ἀναμένεται νὰ ἀνακοινωθοῦν προσεχῶς εἰς τὸ κοινόν. <box>14 1498 229 1586</box>
divider <box>241 750 467 751</box>
article <box>479 10 699 68</box>
article <box>479 462 699 557</box>
divider <box>241 261 467 262</box>
filler-text: Κατὰ τὴν χθεσινὴν ἡμέραν αἱ ἁρμόδιαι ὑπηρεσίαι συνέχισαν τὸ ἔργον των μὲ ἐντατικὸν ρυθμὸν, ἐνῷ τὰ ἀποτελέσματα ἀναμένεται νὰ ἀνακοινωθοῦν προσεχῶς εἰς τὸ κοινόν. Κατὰ τὴν χθεσινὴν ἡμέραν αἱ ἁρμόδιαι ὑπηρεσίαι συνέχισαν τὸ ἔργον των μὲ ἐντατικὸν ρυθμὸν, ἐνῷ τὰ ἀποτελέσματα ἀναμένεται νὰ ἀνακοινωθοῦν προσεχῶς εἰς τὸ κοινόν. Κατὰ τὴν χθεσινὴν ἡμέραν αἱ ἁρμόδιαι ὑπηρεσίαι συνέχισαν τὸ ἔργον των μὲ ἐντατικὸν ρυθμὸν, ἐνῷ τὰ ἀποτελέσματα ἀναμένεται νὰ ἀνακοινωθοῦν προσεχῶς εἰς τὸ κοινόν. <box>992 1127 1253 1206</box>
filler-text: Κατὰ τὴν χθεσινὴν ἡμέραν αἱ ἁρμόδιαι ὑπηρεσίαι συνέχισαν τὸ ἔργον των μὲ ἐντατικὸν ρυθμὸν, ἐνῷ τὰ ἀποτελέσματα ἀναμένεται νὰ ἀνακοινωθοῦν προσεχῶς εἰς τὸ κοινόν. Κατὰ τὴν χθεσινὴν ἡμέραν αἱ ἁρμόδιαι ὑπηρεσίαι συνέχισαν τὸ ἔργον των μὲ ἐντατικὸν ρυθμὸν, ἐνῷ τὰ ἀποτελέσματα ἀναμένεται νὰ ἀνακοινωθοῦν προσεχῶς εἰς τὸ κοινόν. Κατὰ τὴν χθεσινὴν ἡμέραν αἱ ἁρμόδιαι ὑπηρεσίαι συνέχισαν τὸ ἔργον των μὲ ἐντατικὸν ρυθμὸν, ἐνῷ τὰ ἀποτελέσματα ἀναμένεται νὰ ἀνακοινωθοῦν προσεχῶς εἰς τὸ κοινόν. <box>1265 1683 1535 1754</box>
divider <box>712 40 980 41</box>
article-headline: ΑΙ ΤΙΜΑΙ ΤΗΣ ΛΙΡΑΣ ΚΑΙ ΤΩΝ ΑΛΛΩΝ ΧΡΥΣΩΝ ΝΟΜΙΣΜΑΤΩΝ <box>255 128 453 157</box>
filler-text: Κατὰ τὴν χθεσινὴν ἡμέραν αἱ ἁρμόδιαι ὑπηρεσίαι συνέχισαν τὸ ἔργον των μὲ ἐντατικὸν ρυθμὸν, ἐνῷ τὰ ἀποτελέσματα ἀναμένεται νὰ ἀνακοινωθοῦν προσεχῶς εἰς τὸ κοινόν. Κατὰ τὴν χθεσινὴν ἡμέραν αἱ ἁρμόδιαι ὑπηρεσίαι συνέχισαν τὸ ἔργον των μὲ ἐντατικὸν ρυθμὸν, ἐνῷ τὰ ἀποτελέσματα ἀναμένεται νὰ ἀνακοινωθοῦν προσεχῶς εἰς τὸ κοινόν. Κατὰ τὴν χθεσινὴν ἡμέραν αἱ ἁρμόδιαι ὑπηρεσίαι συνέχισαν τὸ ἔργον των μὲ ἐντατικὸν ρυθμὸν, ἐνῷ τὰ ἀποτελέσματα ἀναμένεται νὰ ἀνακοινωθοῦν προσεχῶς εἰς τὸ κοινόν. <box>1265 2241 1535 2311</box>
article <box>241 65 467 125</box>
filler-text: Κατὰ τὴν χθεσινὴν ἡμέραν αἱ ἁρμόδιαι ὑπηρεσίαι συνέχισαν τὸ ἔργον των μὲ ἐντατικὸν ρυθμὸν, ἐνῷ τὰ ἀποτελέσματα ἀναμένεται νὰ ἀνακοινωθοῦν προσεχῶς εἰς τὸ κοινόν. Κατὰ τὴν χθεσινὴν ἡμέραν αἱ ἁρμόδιαι ὑπηρεσίαι συνέχισαν τὸ ἔργον των μὲ ἐντατικὸν ρυθμὸν, ἐνῷ τὰ ἀποτελέσματα ἀναμένεται νὰ ἀνακοινωθοῦν προσεχῶς εἰς τὸ κοινόν. Κατὰ τὴν χθεσινὴν ἡμέραν αἱ ἁρμόδιαι ὑπηρεσίαι συνέχισαν τὸ ἔργον των μὲ ἐντατικὸν ρυθμὸν, ἐνῷ τὰ ἀποτελέσματα ἀναμένεται νὰ ἀνακοινωθοῦν προσεχῶς εἰς τὸ κοινόν. <box>712 1708 980 1779</box>
article <box>14 10 229 162</box>
divider <box>1265 149 1535 150</box>
article-headline: ΑΡΧΑΙΟΛΟΓΙΚΑ ΕΥΡΗΜΑΤΑ ΕΙΣ ΚΩΝΣΤΑΝΤΙΝΟΥΠΟΛΙΝ <box>747 402 944 431</box>
divider <box>479 726 699 727</box>
article <box>479 596 699 692</box>
filler-text: Κατὰ τὴν χθεσινὴν ἡμέραν αἱ ἁρμόδιαι ὑπηρεσίαι συνέχισαν τὸ ἔργον των μὲ ἐντατικὸν ρυθμὸν, ἐνῷ τὰ ἀποτελέσματα ἀναμένεται νὰ ἀνακοινωθοῦν προσεχῶς εἰς τὸ κοινόν. Κατὰ τὴν χθεσινὴν ἡμέραν αἱ ἁρμόδιαι ὑπηρεσίαι συνέχισαν τὸ ἔργον των μὲ ἐντατικὸν ρυθμὸν, ἐνῷ τὰ ἀποτελέσματα ἀναμένεται νὰ ἀνακοινωθοῦν προσεχῶς εἰς τὸ κοινόν. Κατὰ τὴν χθεσινὴν ἡμέραν αἱ ἁρμόδιαι ὑπηρεσίαι συνέχισαν τὸ ἔργον των μὲ ἐντατικὸν ρυθμὸν, ἐνῷ τὰ ἀποτελέσματα ἀναμένεται νὰ ἀνακοινωθοῦν προσεχῶς εἰς τὸ κοινόν. <box>712 1290 980 1361</box>
article <box>14 260 229 329</box>
article-headline: Ο ΠΑΠΑΣ ΕΓΚΡΙΝΕΙ ΤΑΣ ΦΟΙΤΗΤΙΚΑΣ ΔΙΑΔΗΛΩΣΕΙΣ <box>729 163 962 192</box>
divider <box>712 616 980 617</box>
filler-text: Κατὰ τὴν χθεσινὴν ἡμέραν αἱ ἁρμόδιαι ὑπηρεσίαι συνέχισαν τὸ ἔργον των μὲ ἐντατικὸν ρυθμὸν, ἐνῷ τὰ ἀποτελέσματα ἀναμένεται νὰ ἀνακοινωθοῦν προσεχῶς εἰς τὸ κοινόν. Κατὰ τὴν χθεσινὴν ἡμέραν αἱ ἁρμόδιαι ὑπηρεσίαι συνέχισαν τὸ ἔργον των μὲ ἐντατικὸν ρυθμὸν, ἐνῷ τὰ ἀποτελέσματα ἀναμένεται νὰ ἀνακοινωθοῦν προσεχῶς εἰς τὸ κοινόν. Κατὰ τὴν χθεσινὴν ἡμέραν αἱ ἁρμόδιαι ὑπηρεσίαι συνέχισαν τὸ ἔργον των μὲ ἐντατικὸν ρυθμὸν, ἐνῷ τὰ ἀποτελέσματα ἀναμένεται νὰ ἀνακοινωθοῦν προσεχῶς εἰς τὸ κοινόν. <box>712 2126 980 2197</box>
divider <box>241 804 467 805</box>
article-headline: ΥΠΕΣΤΗ ΒΛΑΒΗΝ ΤΟ ΑΥΤΟΚΙΝΗΤΟΝ ΤΗΣ <box>288 64 420 92</box>
column-4 <box>705 8 986 2336</box>
divider <box>992 173 1253 174</box>
article-headline: ΑΝΑΚΟΙΝΩΣΙΣ ΤΟΥ ΟΙΚΟΥ ΤΟΥ ΑΝΤΙΒΑΣΙΛΕΩΣ <box>257 526 451 555</box>
divider <box>992 809 1253 810</box>
filler-text: Κατὰ τὴν χθεσινὴν ἡμέραν αἱ ἁρμόδιαι ὑπηρεσίαι συνέχισαν τὸ ἔργον των μὲ ἐντατικὸν ρυθμὸν, ἐνῷ τὰ ἀποτελέσματα ἀναμένεται νὰ ἀνακοινωθοῦν προσεχῶς εἰς τὸ κοινόν. Κατὰ τὴν χθεσινὴν ἡμέραν αἱ ἁρμόδιαι ὑπηρεσίαι συνέχισαν τὸ ἔργον των μὲ ἐντατικὸν ρυθμὸν, ἐνῷ τὰ ἀποτελέσματα ἀναμένεται νὰ ἀνακοινωθοῦν προσεχῶς εἰς τὸ κοινόν. Κατὰ τὴν χθεσινὴν ἡμέραν αἱ ἁρμόδιαι ὑπηρεσίαι συνέχισαν τὸ ἔργον των μὲ ἐντατικὸν ρυθμὸν, ἐνῷ τὰ ἀποτελέσματα ἀναμένεται νὰ ἀνακοινωθοῦν προσεχῶς εἰς τὸ κοινόν. <box>1265 1126 1535 1196</box>
filler-text: Κατὰ τὴν χθεσινὴν ἡμέραν αἱ ἁρμόδιαι ὑπηρεσίαι συνέχισαν τὸ ἔργον των μὲ ἐντατικὸν ρυθμὸν, ἐνῷ τὰ ἀποτελέσματα ἀναμένεται νὰ ἀνακοινωθοῦν προσεχῶς εἰς τὸ κοινόν. Κατὰ τὴν χθεσινὴν ἡμέραν αἱ ἁρμόδιαι ὑπηρεσίαι συνέχισαν τὸ ἔργον των μὲ ἐντατικὸν ρυθμὸν, ἐνῷ τὰ ἀποτελέσματα ἀναμένεται νὰ ἀνακοινωθοῦν προσεχῶς εἰς τὸ κοινόν. Κατὰ τὴν χθεσινὴν ἡμέραν αἱ ἁρμόδιαι ὑπηρεσίαι συνέχισαν τὸ ἔργον των μὲ ἐντατικὸν ρυθμὸν, ἐνῷ τὰ ἀποτελέσματα ἀναμένεται νὰ ἀνακοινωθοῦν προσεχῶς εἰς τὸ κοινόν. <box>712 1987 980 2058</box>
divider <box>479 591 699 592</box>
filler-text: Κατὰ τὴν χθεσινὴν ἡμέραν αἱ ἁρμόδιαι ὑπηρεσίαι συνέχισαν τὸ ἔργον των μὲ ἐντατικὸν ρυθμὸν, ἐνῷ τὰ ἀποτελέσματα ἀναμένεται νὰ ἀνακοινωθοῦν προσεχῶς εἰς τὸ κοινόν. Κατὰ τὴν χθεσινὴν ἡμέραν αἱ ἁρμόδιαι ὑπηρεσίαι συνέχισαν τὸ ἔργον των μὲ ἐντατικὸν ρυθμὸν, ἐνῷ τὰ ἀποτελέσματα ἀναμένεται νὰ ἀνακοινωθοῦν προσεχῶς εἰς τὸ κοινόν. Κατὰ τὴν χθεσινὴν ἡμέραν αἱ ἁρμόδιαι ὑπηρεσίαι συνέχισαν τὸ ἔργον των μὲ ἐντατικὸν ρυθμὸν, ἐνῷ τὰ ἀποτελέσματα ἀναμένεται νὰ ἀνακοινωθοῦν προσεχῶς εἰς τὸ κοινόν. <box>479 1939 699 2027</box>
article-body: ΑΘΗΝΑΙ, 10. — Εἰς τὸ Μέτσοβον ἐνεκαινιάσθη χθὲς ὁ ἐναέριος μεταφορεὺς ὁ ὁποῖος κατεσκευάσθη ὑπὸ τοῦ Ἱδρύματος Τοσίτσα διὰ τὴν ἀνάπτυξιν τοῦ χειμερινοῦ τουρισμοῦ εἰς τὴν περιοχήν. <box>479 418 699 454</box>
article <box>241 591 467 622</box>
divider <box>14 423 229 424</box>
divider <box>14 612 229 613</box>
article-headline: ΑΓΓΛΟΣ ΕΦΟΝΕΥΣΕΝ ΕΠΙΤΕΔΕΙΑ ΔΙΑ ΛΟΓΟΥΣ ΖΗΛΟΤΥΠΙΑΣ <box>730 107 961 136</box>
article <box>712 579 980 618</box>
filler-text: Κατὰ τὴν χθεσινὴν ἡμέραν αἱ ἁρμόδιαι ὑπηρεσίαι συνέχισαν τὸ ἔργον των μὲ ἐντατικὸν ρυθμὸν, ἐνῷ τὰ ἀποτελέσματα ἀναμένεται νὰ ἀνακοινωθοῦν προσεχῶς εἰς τὸ κοινόν. Κατὰ τὴν χθεσινὴν ἡμέραν αἱ ἁρμόδιαι ὑπηρεσίαι συνέχισαν τὸ ἔργον των μὲ ἐντατικὸν ρυθμὸν, ἐνῷ τὰ ἀποτελέσματα ἀναμένεται νὰ ἀνακοινωθοῦν προσεχῶς εἰς τὸ κοινόν. Κατὰ τὴν χθεσινὴν ἡμέραν αἱ ἁρμόδιαι ὑπηρεσίαι συνέχισαν τὸ ἔργον των μὲ ἐντατικὸν ρυθμὸν, ἐνῷ τὰ ἀποτελέσματα ἀναμένεται νὰ ἀνακοινωθοῦν προσεχῶς εἰς τὸ κοινόν. <box>14 1324 229 1412</box>
divider <box>241 467 467 468</box>
article-headline: ΑΠΟΧΑΙΡΕΤΙΣΤΗΡΙΟΣ ΕΠΙΣΚΕΨΙΣ ΤΟΥ ΔΙΟΙΚΗΤΟΥ ΤΗΣ 6ΗΣ ΑΕΡΟΠΟΡΙΚΗΣ ΔΥΝΑΜΕΩΣ Ν. ΕΥΡΩΠΗΣ <box>18 997 225 1052</box>
filler-text: Κατὰ τὴν χθεσινὴν ἡμέραν αἱ ἁρμόδιαι ὑπηρεσίαι συνέχισαν τὸ ἔργον των μὲ ἐντατικὸν ρυθμὸν, ἐνῷ τὰ ἀποτελέσματα ἀναμένεται νὰ ἀνακοινωθοῦν προσεχῶς εἰς τὸ κοινόν. Κατὰ τὴν χθεσινὴν ἡμέραν αἱ ἁρμόδιαι ὑπηρεσίαι συνέχισαν τὸ ἔργον των μὲ ἐντατικὸν ρυθμὸν, ἐνῷ τὰ ἀποτελέσματα ἀναμένεται νὰ ἀνακοινωθοῦν προσεχῶς εἰς τὸ κοινόν. Κατὰ τὴν χθεσινὴν ἡμέραν αἱ ἁρμόδιαι ὑπηρεσίαι συνέχισαν τὸ ἔργον των μὲ ἐντατικὸν ρυθμὸν, ἐνῷ τὰ ἀποτελέσματα ἀναμένεται νὰ ἀνακοινωθοῦν προσεχῶς εἰς τὸ κοινόν. <box>479 1590 699 1678</box>
filler-text: Κατὰ τὴν χθεσινὴν ἡμέραν αἱ ἁρμόδιαι ὑπηρεσίαι συνέχισαν τὸ ἔργον των μὲ ἐντατικὸν ρυθμὸν, ἐνῷ τὰ ἀποτελέσματα ἀναμένεται νὰ ἀνακοινωθοῦν προσεχῶς εἰς τὸ κοινόν. Κατὰ τὴν χθεσινὴν ἡμέραν αἱ ἁρμόδιαι ὑπηρεσίαι συνέχισαν τὸ ἔργον των μὲ ἐντατικὸν ρυθμὸν, ἐνῷ τὰ ἀποτελέσματα ἀναμένεται νὰ ἀνακοινωθοῦν προσεχῶς εἰς τὸ κοινόν. Κατὰ τὴν χθεσινὴν ἡμέραν αἱ ἁρμόδιαι ὑπηρεσίαι συνέχισαν τὸ ἔργον των μὲ ἐντατικὸν ρυθμὸν, ἐνῷ τὰ ἀποτελέσματα ἀναμένεται νὰ ἀνακοινωθοῦν προσεχῶς εἰς τὸ κοινόν. <box>14 2282 229 2370</box>
filler-text: Κατὰ τὴν χθεσινὴν ἡμέραν αἱ ἁρμόδιαι ὑπηρεσίαι συνέχισαν τὸ ἔργον των μὲ ἐντατικὸν ρυθμὸν, ἐνῷ τὰ ἀποτελέσματα ἀναμένεται νὰ ἀνακοινωθοῦν προσεχῶς εἰς τὸ κοινόν. Κατὰ τὴν χθεσινὴν ἡμέραν αἱ ἁρμόδιαι ὑπηρεσίαι συνέχισαν τὸ ἔργον των μὲ ἐντατικὸν ρυθμὸν, ἐνῷ τὰ ἀποτελέσματα ἀναμένεται νὰ ἀνακοινωθοῦν προσεχῶς εἰς τὸ κοινόν. Κατὰ τὴν χθεσινὴν ἡμέραν αἱ ἁρμόδιαι ὑπηρεσίαι συνέχισαν τὸ ἔργον των μὲ ἐντατικὸν ρυθμὸν, ἐνῷ τὰ ἀποτελέσματα ἀναμένεται νὰ ἀνακοινωθοῦν προσεχῶς εἰς τὸ κοινόν. <box>479 2026 699 2114</box>
article-body: ΒΡΥΞΕΛΛΑΙ, 10. — Ὁ ἀστροναύτης Μπόρμαν συνεχίζει τὴν περιοδείαν του εἰς τὰς εὐρωπαϊκὰς πρωτευούσας. <box>992 267 1253 286</box>
article-body: Ὁ μεταρρυθμιστὴς ὁμολόγησεν ὅτι τὸ πρῶτον σφάλμα ἦτο ἡ ὑποτίμησις τῶν ἀντιδράσεων τῆς κοινῆς γνώμης. <box>992 466 1253 484</box>
article-headline: ΤΗΛΕΤΗΛΕΦΩΝΙΚΑΙ <box>1047 221 1199 240</box>
filler-text: Κατὰ τὴν χθεσινὴν ἡμέραν αἱ ἁρμόδιαι ὑπηρεσίαι συνέχισαν τὸ ἔργον των μὲ ἐντατικὸν ρυθμὸν, ἐνῷ τὰ ἀποτελέσματα ἀναμένεται νὰ ἀνακοινωθοῦν προσεχῶς εἰς τὸ κοινόν. Κατὰ τὴν χθεσινὴν ἡμέραν αἱ ἁρμόδιαι ὑπηρεσίαι συνέχισαν τὸ ἔργον των μὲ ἐντατικὸν ρυθμὸν, ἐνῷ τὰ ἀποτελέσματα ἀναμένεται νὰ ἀνακοινωθοῦν προσεχῶς εἰς τὸ κοινόν. Κατὰ τὴν χθεσινὴν ἡμέραν αἱ ἁρμόδιαι ὑπηρεσίαι συνέχισαν τὸ ἔργον των μὲ ἐντατικὸν ρυθμὸν, ἐνῷ τὰ ἀποτελέσματα ἀναμένεται νὰ ἀνακοινωθοῦν προσεχῶς εἰς τὸ κοινόν. <box>712 802 980 873</box>
filler-text: Κατὰ τὴν χθεσινὴν ἡμέραν αἱ ἁρμόδιαι ὑπηρεσίαι συνέχισαν τὸ ἔργον των μὲ ἐντατικὸν ρυθμὸν, ἐνῷ τὰ ἀποτελέσματα ἀναμένεται νὰ ἀνακοινωθοῦν προσεχῶς εἰς τὸ κοινόν. Κατὰ τὴν χθεσινὴν ἡμέραν αἱ ἁρμόδιαι ὑπηρεσίαι συνέχισαν τὸ ἔργον των μὲ ἐντατικὸν ρυθμὸν, ἐνῷ τὰ ἀποτελέσματα ἀναμένεται νὰ ἀνακοινωθοῦν προσεχῶς εἰς τὸ κοινόν. Κατὰ τὴν χθεσινὴν ἡμέραν αἱ ἁρμόδιαι ὑπηρεσίαι συνέχισαν τὸ ἔργον των μὲ ἐντατικὸν ρυθμὸν, ἐνῷ τὰ ἀποτελέσματα ἀναμένεται νὰ ἀνακοινωθοῦν προσεχῶς εἰς τὸ κοινόν. <box>1265 986 1535 1057</box>
filler-text: Κατὰ τὴν χθεσινὴν ἡμέραν αἱ ἁρμόδιαι ὑπηρεσίαι συνέχισαν τὸ ἔργον των μὲ ἐντατικὸν ρυθμὸν, ἐνῷ τὰ ἀποτελέσματα ἀναμένεται νὰ ἀνακοινωθοῦν προσεχῶς εἰς τὸ κοινόν. Κατὰ τὴν χθεσινὴν ἡμέραν αἱ ἁρμόδιαι ὑπηρεσίαι συνέχισαν τὸ ἔργον των μὲ ἐντατικὸν ρυθμὸν, ἐνῷ τὰ ἀποτελέσματα ἀναμένεται νὰ ἀνακοινωθοῦν προσεχῶς εἰς τὸ κοινόν. Κατὰ τὴν χθεσινὴν ἡμέραν αἱ ἁρμόδιαι ὑπηρεσίαι συνέχισαν τὸ ἔργον των μὲ ἐντατικὸν ρυθμὸν, ἐνῷ τὰ ἀποτελέσματα ἀναμένεται νὰ ἀνακοινωθοῦν προσεχῶς εἰς τὸ κοινόν. <box>14 1934 229 2022</box>
filler-text: Κατὰ τὴν χθεσινὴν ἡμέραν αἱ ἁρμόδιαι ὑπηρεσίαι συνέχισαν τὸ ἔργον των μὲ ἐντατικὸν ρυθμὸν, ἐνῷ τὰ ἀποτελέσματα ἀναμένεται νὰ ἀνακοινωθοῦν προσεχῶς εἰς τὸ κοινόν. Κατὰ τὴν χθεσινὴν ἡμέραν αἱ ἁρμόδιαι ὑπηρεσίαι συνέχισαν τὸ ἔργον των μὲ ἐντατικὸν ρυθμὸν, ἐνῷ τὰ ἀποτελέσματα ἀναμένεται νὰ ἀνακοινωθοῦν προσεχῶς εἰς τὸ κοινόν. Κατὰ τὴν χθεσινὴν ἡμέραν αἱ ἁρμόδιαι ὑπηρεσίαι συνέχισαν τὸ ἔργον των μὲ ἐντατικὸν ρυθμὸν, ἐνῷ τὰ ἀποτελέσματα ἀναμένεται νὰ ἀνακοινωθοῦν προσεχῶς εἰς τὸ κοινόν. <box>992 1754 1253 1833</box>
filler-text: Κατὰ τὴν χθεσινὴν ἡμέραν αἱ ἁρμόδιαι ὑπηρεσίαι συνέχισαν τὸ ἔργον των μὲ ἐντατικὸν ρυθμὸν, ἐνῷ τὰ ἀποτελέσματα ἀναμένεται νὰ ἀνακοινωθοῦν προσεχῶς εἰς τὸ κοινόν. Κατὰ τὴν χθεσινὴν ἡμέραν αἱ ἁρμόδιαι ὑπηρεσίαι συνέχισαν τὸ ἔργον των μὲ ἐντατικὸν ρυθμὸν, ἐνῷ τὰ ἀποτελέσματα ἀναμένεται νὰ ἀνακοινωθοῦν προσεχῶς εἰς τὸ κοινόν. Κατὰ τὴν χθεσινὴν ἡμέραν αἱ ἁρμόδιαι ὑπηρεσίαι συνέχισαν τὸ ἔργον των μὲ ἐντατικὸν ρυθμὸν, ἐνῷ τὰ ἀποτελέσματα ἀναμένεται νὰ ἀνακοινωθοῦν προσεχῶς εἰς τὸ κοινόν. <box>1265 1474 1535 1545</box>
article <box>712 467 980 519</box>
filler-text: Κατὰ τὴν χθεσινὴν ἡμέραν αἱ ἁρμόδιαι ὑπηρεσίαι συνέχισαν τὸ ἔργον των μὲ ἐντατικὸν ρυθμὸν, ἐνῷ τὰ ἀποτελέσματα ἀναμένεται νὰ ἀνακοινωθοῦν προσεχῶς εἰς τὸ κοινόν. Κατὰ τὴν χθεσινὴν ἡμέραν αἱ ἁρμόδιαι ὑπηρεσίαι συνέχισαν τὸ ἔργον των μὲ ἐντατικὸν ρυθμὸν, ἐνῷ τὰ ἀποτελέσματα ἀναμένεται νὰ ἀνακοινωθοῦν προσεχῶς εἰς τὸ κοινόν. Κατὰ τὴν χθεσινὴν ἡμέραν αἱ ἁρμόδιαι ὑπηρεσίαι συνέχισαν τὸ ἔργον των μὲ ἐντατικὸν ρυθμὸν, ἐνῷ τὰ ἀποτελέσματα ἀναμένεται νὰ ἀνακοινωθοῦν προσεχῶς εἰς τὸ κοινόν. <box>241 1944 467 2033</box>
article <box>1265 61 1535 105</box>
article-body: ΔΙΑΣΤΗΜΙΚΟΝ ΚΕΝΤΡΟΝ ΧΙΟΥΣΤΩΝ, 10. — Ὁ ἀστροναύτης Σίρρα ἀποχωρεῖ ἀπὸ τὴν Ὑπηρεσίαν Διαστήματος καὶ τὸ Ναυτικόν. <box>1265 82 1535 101</box>
article <box>241 691 467 751</box>
article-headline: ΟΙ ΑΓΩΝΕΣ ΤΗΣ Β' ΚΑΙ ΤΗΣ Γ' ΚΑΤΗΓΟΡΙΑΣ <box>496 694 683 723</box>
divider <box>241 523 467 524</box>
article-body: ΑΘΗΝΑΙ, 10. — Διὰ ἀποφάσεως τοῦ Ὑπουργοῦ Παιδείας τοποθετοῦνται εἰς κενὰς ὀργανικὰς θέσεις οἱ κάτωθι νεοπροαχθέντες Γενικοὶ Ἐπιθεωρηταί. <box>992 701 1253 728</box>
article-body: Τὸ Πλημμελειοδικεῖον κατεδίκασεν εἰς φυλάκισιν δύο ἐτῶν τὸν κατηγορούμενον διὰ κατοχὴν ναρκωτικῶν. <box>241 500 467 519</box>
article-body: Ὑπάρχουν ἀποστολαὶ τὰς ὁποίας ἕκαστος πολίτης ὀφείλει νὰ ἐκπληρώσῃ διὰ τὴν πρόοδον τοῦ τόπου. <box>1265 263 1535 282</box>
article-headline: ΤΟ ΧΡΗΜΑΤΙΣΤΗΡΙΟΝ ΤΩΝ ΕΜΠΟΡΕΥΜΑΤΩΝ <box>18 1151 225 1191</box>
divider <box>14 993 229 994</box>
article <box>479 336 699 458</box>
article-headline: ΟΜΙΛΙΑ ΕΙΣ ΦΛΩΡΙΝΑΝ ΔΙΑ ΤΗΝ ΜΑΧΗΝ ΤΟΥ 1909 <box>253 590 455 618</box>
divider <box>14 749 229 750</box>
article-body: ΑΘΗΝΑΙ, 10. — Τὸ νέον διδακτήριον τοῦ Γυμνασίου Νέου Ψυχικοῦ ἐθεμελίωσε χθὲς ὁ Ἀντιπρόεδρος τῆς Κυβερνήσεως καὶ Ὑπουργὸς τῶν Ἐσωτερικῶν κ. Στ. Παττακός, παρουσίᾳ τῶν τοπικῶν ἀρχῶν καὶ πλήθους κατοίκων. Τὸ κτίριον θὰ περιλαμβάνῃ 18 αἴθουσας διδασκαλίας, ἐργαστήρια, βιβλιοθήκην καὶ αἴθουσαν τελετῶν. Ἀκολούθως ὁ κ. Παττακὸς μετέβη εἰς τὴν Νέαν Σμύρνην, ὅπου ἐθεμελίωσε τὰ ἔργα διαμορφώσεως τῆς πλατείας. <box>14 78 229 158</box>
divider <box>712 160 980 161</box>
article <box>1265 106 1535 151</box>
filler-text: Κατὰ τὴν χθεσινὴν ἡμέραν αἱ ἁρμόδιαι ὑπηρεσίαι συνέχισαν τὸ ἔργον των μὲ ἐντατικὸν ρυθμὸν, ἐνῷ τὰ ἀποτελέσματα ἀναμένεται νὰ ἀνακοινωθοῦν προσεχῶς εἰς τὸ κοινόν. Κατὰ τὴν χθεσινὴν ἡμέραν αἱ ἁρμόδιαι ὑπηρεσίαι συνέχισαν τὸ ἔργον των μὲ ἐντατικὸν ρυθμὸν, ἐνῷ τὰ ἀποτελέσματα ἀναμένεται νὰ ἀνακοινωθοῦν προσεχῶς εἰς τὸ κοινόν. Κατὰ τὴν χθεσινὴν ἡμέραν αἱ ἁρμόδιαι ὑπηρεσίαι συνέχισαν τὸ ἔργον των μὲ ἐντατικὸν ρυθμὸν, ἐνῷ τὰ ἀποτελέσματα ἀναμένεται νὰ ἀνακοινωθοῦν προσεχῶς εἰς τὸ κοινόν. <box>992 1283 1253 1363</box>
filler-text: Κατὰ τὴν χθεσινὴν ἡμέραν αἱ ἁρμόδιαι ὑπηρεσίαι συνέχισαν τὸ ἔργον των μὲ ἐντατικὸν ρυθμὸν, ἐνῷ τὰ ἀποτελέσματα ἀναμένεται νὰ ἀνακοινωθοῦν προσεχῶς εἰς τὸ κοινόν. Κατὰ τὴν χθεσινὴν ἡμέραν αἱ ἁρμόδιαι ὑπηρεσίαι συνέχισαν τὸ ἔργον των μὲ ἐντατικὸν ρυθμὸν, ἐνῷ τὰ ἀποτελέσματα ἀναμένεται νὰ ἀνακοινωθοῦν προσεχῶς εἰς τὸ κοινόν. Κατὰ τὴν χθεσινὴν ἡμέραν αἱ ἁρμόδιαι ὑπηρεσίαι συνέχισαν τὸ ἔργον των μὲ ἐντατικὸν ρυθμὸν, ἐνῷ τὰ ἀποτελέσματα ἀναμένεται νὰ ἀνακοινωθοῦν προσεχῶς εἰς τὸ κοινόν. <box>712 1917 980 1988</box>
filler-text: Κατὰ τὴν χθεσινὴν ἡμέραν αἱ ἁρμόδιαι ὑπηρεσίαι συνέχισαν τὸ ἔργον των μὲ ἐντατικὸν ρυθμὸν, ἐνῷ τὰ ἀποτελέσματα ἀναμένεται νὰ ἀνακοινωθοῦν προσεχῶς εἰς τὸ κοινόν. Κατὰ τὴν χθεσινὴν ἡμέραν αἱ ἁρμόδιαι ὑπηρεσίαι συνέχισαν τὸ ἔργον των μὲ ἐντατικὸν ρυθμὸν, ἐνῷ τὰ ἀποτελέσματα ἀναμένεται νὰ ἀνακοινωθοῦν προσεχῶς εἰς τὸ κοινόν. Κατὰ τὴν χθεσινὴν ἡμέραν αἱ ἁρμόδιαι ὑπηρεσίαι συνέχισαν τὸ ἔργον των μὲ ἐντατικὸν ρυθμὸν, ἐνῷ τὰ ἀποτελέσματα ἀναμένεται νὰ ἀνακοινωθοῦν προσεχῶς εἰς τὸ κοινόν. <box>1265 1265 1535 1336</box>
column-3 <box>472 8 705 2375</box>
article-body: ΒΟΛΟΣ, 10. — Τὸ Μονομελὲς Πλημμελειοδικεῖον κατεδίκασεν εἰς φυλάκισιν τριῶν μηνῶν κάτοικον τῆς πόλεως διὰ βλασφημίαν. <box>241 773 467 800</box>
filler-text: Κατὰ τὴν χθεσινὴν ἡμέραν αἱ ἁρμόδιαι ὑπηρεσίαι συνέχισαν τὸ ἔργον των μὲ ἐντατικὸν ρυθμὸν, ἐνῷ τὰ ἀποτελέσματα ἀναμένεται νὰ ἀνακοινωθοῦν προσεχῶς εἰς τὸ κοινόν. Κατὰ τὴν χθεσινὴν ἡμέραν αἱ ἁρμόδιαι ὑπηρεσίαι συνέχισαν τὸ ἔργον των μὲ ἐντατικὸν ρυθμὸν, ἐνῷ τὰ ἀποτελέσματα ἀναμένεται νὰ ἀνακοινωθοῦν προσεχῶς εἰς τὸ κοινόν. Κατὰ τὴν χθεσινὴν ἡμέραν αἱ ἁρμόδιαι ὑπηρεσίαι συνέχισαν τὸ ἔργον των μὲ ἐντατικὸν ρυθμὸν, ἐνῷ τὰ ἀποτελέσματα ἀναμένεται νὰ ἀνακοινωθοῦν προσεχῶς εἰς τὸ κοινόν. <box>479 1503 699 1591</box>
article-body: ΑΘΗΝΑΙ, 10. — Τὸ Ὑπουργεῖον Κοινωνικῶν Ὑπηρεσιῶν ἀνακοινοῖ ὅτι ὁ ἐμβολιασμὸς κατὰ τῆς γρίππης συνεχίζεται εἰς ὅλα τὰ Κέντρα Ὑγείας τῆς χώρας. Οἱ πολῖται καλοῦνται νὰ προσέλθουν ἐγκαίρως. <box>14 646 229 681</box>
filler-text: Κατὰ τὴν χθεσινὴν ἡμέραν αἱ ἁρμόδιαι ὑπηρεσίαι συνέχισαν τὸ ἔργον των μὲ ἐντατικὸν ρυθμὸν, ἐνῷ τὰ ἀποτελέσματα ἀναμένεται νὰ ἀνακοινωθοῦν προσεχῶς εἰς τὸ κοινόν. Κατὰ τὴν χθεσινὴν ἡμέραν αἱ ἁρμόδιαι ὑπηρεσίαι συνέχισαν τὸ ἔργον των μὲ ἐντατικὸν ρυθμὸν, ἐνῷ τὰ ἀποτελέσματα ἀναμένεται νὰ ἀνακοινωθοῦν προσεχῶς εἰς τὸ κοινόν. Κατὰ τὴν χθεσινὴν ἡμέραν αἱ ἁρμόδιαι ὑπηρεσίαι συνέχισαν τὸ ἔργον των μὲ ἐντατικὸν ρυθμὸν, ἐνῷ τὰ ἀποτελέσματα ἀναμένεται νὰ ἀνακοινωθοῦν προσεχῶς εἰς τὸ κοινόν. <box>479 1329 699 1417</box>
filler-text: Κατὰ τὴν χθεσινὴν ἡμέραν αἱ ἁρμόδιαι ὑπηρεσίαι συνέχισαν τὸ ἔργον των μὲ ἐντατικὸν ρυθμὸν, ἐνῷ τὰ ἀποτελέσματα ἀναμένεται νὰ ἀνακοινωθοῦν προσεχῶς εἰς τὸ κοινόν. Κατὰ τὴν χθεσινὴν ἡμέραν αἱ ἁρμόδιαι ὑπηρεσίαι συνέχισαν τὸ ἔργον των μὲ ἐντατικὸν ρυθμὸν, ἐνῷ τὰ ἀποτελέσματα ἀναμένεται νὰ ἀνακοινωθοῦν προσεχῶς εἰς τὸ κοινόν. Κατὰ τὴν χθεσινὴν ἡμέραν αἱ ἁρμόδιαι ὑπηρεσίαι συνέχισαν τὸ ἔργον των μὲ ἐντατικὸν ρυθμὸν, ἐνῷ τὰ ἀποτελέσματα ἀναμένεται νὰ ἀνακοινωθοῦν προσεχῶς εἰς τὸ κοινόν. <box>992 2067 1253 2147</box>
article-body: Τιμαὶ χονδρικῆς πωλήσεως κατὰ τὴν χθεσινὴν συνεδρίασιν: Ἐλαιόλαδον 3.10—3.40 — Σῖτος 2.75—2.80 — Κριθὴ 2.25—2.50 — Ἀραβόσιτος 2.30—2.45 — Βάμβαξ 9.50—10.50. <box>14 1193 229 1229</box>
article-body: ΑΘΗΝΑΙ, 10. — Συμφώνως πρὸς τὴν ἀπόφασιν τοῦ Ὑπουργικοῦ Συμβουλίου ἐκυρώθη ἡ σύμβασις διὰ τὴν κατασκευὴν τῆς ὁδοῦ ἀπὸ Ἡγουμενίτσης μέχρι τῶν Τουρκικῶν συνόρων. Ἡ δαπάνη θὰ ἀνέλθῃ εἰς 150.000.000 δολλαρίων καὶ τὸ ἔργον θὰ ὁλοκληρωθῇ ἐντὸς ἑξαετίας. <box>479 132 699 185</box>
article <box>241 407 467 467</box>
article-headline: ΚΑΤΕΔΙΚΑΣΘΗ ΔΙΑ ΚΑΤΟΧΗΝ ΝΑΡΚΩΤΙΚΩΝ <box>261 470 446 499</box>
filler-text: Κατὰ τὴν χθεσινὴν ἡμέραν αἱ ἁρμόδιαι ὑπηρεσίαι συνέχισαν τὸ ἔργον των μὲ ἐντατικὸν ρυθμὸν, ἐνῷ τὰ ἀποτελέσματα ἀναμένεται νὰ ἀνακοινωθοῦν προσεχῶς εἰς τὸ κοινόν. Κατὰ τὴν χθεσινὴν ἡμέραν αἱ ἁρμόδιαι ὑπηρεσίαι συνέχισαν τὸ ἔργον των μὲ ἐντατικὸν ρυθμὸν, ἐνῷ τὰ ἀποτελέσματα ἀναμένεται νὰ ἀνακοινωθοῦν προσεχῶς εἰς τὸ κοινόν. Κατὰ τὴν χθεσινὴν ἡμέραν αἱ ἁρμόδιαι ὑπηρεσίαι συνέχισαν τὸ ἔργον των μὲ ἐντατικὸν ρυθμὸν, ἐνῷ τὰ ἀποτελέσματα ἀναμένεται νὰ ἀνακοινωθοῦν προσεχῶς εἰς τὸ κοινόν. <box>1265 708 1535 778</box>
filler-text: Κατὰ τὴν χθεσινὴν ἡμέραν αἱ ἁρμόδιαι ὑπηρεσίαι συνέχισαν τὸ ἔργον των μὲ ἐντατικὸν ρυθμὸν, ἐνῷ τὰ ἀποτελέσματα ἀναμένεται νὰ ἀνακοινωθοῦν προσεχῶς εἰς τὸ κοινόν. Κατὰ τὴν χθεσινὴν ἡμέραν αἱ ἁρμόδιαι ὑπηρεσίαι συνέχισαν τὸ ἔργον των μὲ ἐντατικὸν ρυθμὸν, ἐνῷ τὰ ἀποτελέσματα ἀναμένεται νὰ ἀνακοινωθοῦν προσεχῶς εἰς τὸ κοινόν. Κατὰ τὴν χθεσινὴν ἡμέραν αἱ ἁρμόδιαι ὑπηρεσίαι συνέχισαν τὸ ἔργον των μὲ ἐντατικὸν ρυθμὸν, ἐνῷ τὰ ἀποτελέσματα ἀναμένεται νὰ ἀνακοινωθοῦν προσεχῶς εἰς τὸ κοινόν. <box>712 1499 980 1570</box>
divider <box>14 328 229 329</box>
filler-text: Κατὰ τὴν χθεσινὴν ἡμέραν αἱ ἁρμόδιαι ὑπηρεσίαι συνέχισαν τὸ ἔργον των μὲ ἐντατικὸν ρυθμὸν, ἐνῷ τὰ ἀποτελέσματα ἀναμένεται νὰ ἀνακοινωθοῦν προσεχῶς εἰς τὸ κοινόν. Κατὰ τὴν χθεσινὴν ἡμέραν αἱ ἁρμόδιαι ὑπηρεσίαι συνέχισαν τὸ ἔργον των μὲ ἐντατικὸν ρυθμὸν, ἐνῷ τὰ ἀποτελέσματα ἀναμένεται νὰ ἀνακοινωθοῦν προσεχῶς εἰς τὸ κοινόν. Κατὰ τὴν χθεσινὴν ἡμέραν αἱ ἁρμόδιαι ὑπηρεσίαι συνέχισαν τὸ ἔργον των μὲ ἐντατικὸν ρυθμὸν, ἐνῷ τὰ ἀποτελέσματα ἀναμένεται νὰ ἀνακοινωθοῦν προσεχῶς εἰς τὸ κοινόν. <box>241 2206 467 2294</box>
filler-text: Κατὰ τὴν χθεσινὴν ἡμέραν αἱ ἁρμόδιαι ὑπηρεσίαι συνέχισαν τὸ ἔργον των μὲ ἐντατικὸν ρυθμὸν, ἐνῷ τὰ ἀποτελέσματα ἀναμένεται νὰ ἀνακοινωθοῦν προσεχῶς εἰς τὸ κοινόν. Κατὰ τὴν χθεσινὴν ἡμέραν αἱ ἁρμόδιαι ὑπηρεσίαι συνέχισαν τὸ ἔργον των μὲ ἐντατικὸν ρυθμὸν, ἐνῷ τὰ ἀποτελέσματα ἀναμένεται νὰ ἀνακοινωθοῦν προσεχῶς εἰς τὸ κοινόν. Κατὰ τὴν χθεσινὴν ἡμέραν αἱ ἁρμόδιαι ὑπηρεσίαι συνέχισαν τὸ ἔργον των μὲ ἐντατικὸν ρυθμὸν, ἐνῷ τὰ ἀποτελέσματα ἀναμένεται νὰ ἀνακοινωθοῦν προσεχῶς εἰς τὸ κοινόν. <box>14 2195 229 2283</box>
article <box>14 490 229 614</box>
divider <box>992 218 1253 219</box>
filler-text: Κατὰ τὴν χθεσινὴν ἡμέραν αἱ ἁρμόδιαι ὑπηρεσίαι συνέχισαν τὸ ἔργον των μὲ ἐντατικὸν ρυθμὸν, ἐνῷ τὰ ἀποτελέσματα ἀναμένεται νὰ ἀνακοινωθοῦν προσεχῶς εἰς τὸ κοινόν. Κατὰ τὴν χθεσινὴν ἡμέραν αἱ ἁρμόδιαι ὑπηρεσίαι συνέχισαν τὸ ἔργον των μὲ ἐντατικὸν ρυθμὸν, ἐνῷ τὰ ἀποτελέσματα ἀναμένεται νὰ ἀνακοινωθοῦν προσεχῶς εἰς τὸ κοινόν. Κατὰ τὴν χθεσινὴν ἡμέραν αἱ ἁρμόδιαι ὑπηρεσίαι συνέχισαν τὸ ἔργον των μὲ ἐντατικὸν ρυθμὸν, ἐνῷ τὰ ἀποτελέσματα ἀναμένεται νὰ ἀνακοινωθοῦν προσεχῶς εἰς τὸ κοινόν. <box>241 2293 467 2380</box>
divider <box>992 442 1253 443</box>
filler-text: Κατὰ τὴν χθεσινὴν ἡμέραν αἱ ἁρμόδιαι ὑπηρεσίαι συνέχισαν τὸ ἔργον των μὲ ἐντατικὸν ρυθμὸν, ἐνῷ τὰ ἀποτελέσματα ἀναμένεται νὰ ἀνακοινωθοῦν προσεχῶς εἰς τὸ κοινόν. Κατὰ τὴν χθεσινὴν ἡμέραν αἱ ἁρμόδιαι ὑπηρεσίαι συνέχισαν τὸ ἔργον των μὲ ἐντατικὸν ρυθμὸν, ἐνῷ τὰ ἀποτελέσματα ἀναμένεται νὰ ἀνακοινωθοῦν προσεχῶς εἰς τὸ κοινόν. Κατὰ τὴν χθεσινὴν ἡμέραν αἱ ἁρμόδιαι ὑπηρεσίαι συνέχισαν τὸ ἔργον των μὲ ἐντατικὸν ρυθμὸν, ἐνῷ τὰ ἀποτελέσματα ἀναμένεται νὰ ἀνακοινωθοῦν προσεχῶς εἰς τὸ κοινόν. <box>712 1360 980 1431</box>
article <box>14 1089 229 1149</box>
divider <box>14 161 229 162</box>
filler-text: Κατὰ τὴν χθεσινὴν ἡμέραν αἱ ἁρμόδιαι ὑπηρεσίαι συνέχισαν τὸ ἔργον των μὲ ἐντατικὸν ρυθμὸν, ἐνῷ τὰ ἀποτελέσματα ἀναμένεται νὰ ἀνακοινωθοῦν προσεχῶς εἰς τὸ κοινόν. Κατὰ τὴν χθεσινὴν ἡμέραν αἱ ἁρμόδιαι ὑπηρεσίαι συνέχισαν τὸ ἔργον των μὲ ἐντατικὸν ρυθμὸν, ἐνῷ τὰ ἀποτελέσματα ἀναμένεται νὰ ἀνακοινωθοῦν προσεχῶς εἰς τὸ κοινόν. Κατὰ τὴν χθεσινὴν ἡμέραν αἱ ἁρμόδιαι ὑπηρεσίαι συνέχισαν τὸ ἔργον των μὲ ἐντατικὸν ρυθμὸν, ἐνῷ τὰ ἀποτελέσματα ἀναμένεται νὰ ἀνακοινωθοῦν προσεχῶς εἰς τὸ κοινόν. <box>992 1362 1253 1441</box>
article <box>1265 242 1535 286</box>
filler-text: Κατὰ τὴν χθεσινὴν ἡμέραν αἱ ἁρμόδιαι ὑπηρεσίαι συνέχισαν τὸ ἔργον των μὲ ἐντατικὸν ρυθμὸν, ἐνῷ τὰ ἀποτελέσματα ἀναμένεται νὰ ἀνακοινωθοῦν προσεχῶς εἰς τὸ κοινόν. Κατὰ τὴν χθεσινὴν ἡμέραν αἱ ἁρμόδιαι ὑπηρεσίαι συνέχισαν τὸ ἔργον των μὲ ἐντατικὸν ρυθμὸν, ἐνῷ τὰ ἀποτελέσματα ἀναμένεται νὰ ἀνακοινωθοῦν προσεχῶς εἰς τὸ κοινόν. Κατὰ τὴν χθεσινὴν ἡμέραν αἱ ἁρμόδιαι ὑπηρεσίαι συνέχισαν τὸ ἔργον των μὲ ἐντατικὸν ρυθμὸν, ἐνῷ τὰ ἀποτελέσματα ἀναμένεται νὰ ἀνακοινωθοῦν προσεχῶς εἰς τὸ κοινόν. <box>1265 1753 1535 1823</box>
article <box>241 344 467 404</box>
filler-text: Κατὰ τὴν χθεσινὴν ἡμέραν αἱ ἁρμόδιαι ὑπηρεσίαι συνέχισαν τὸ ἔργον των μὲ ἐντατικὸν ρυθμὸν, ἐνῷ τὰ ἀποτελέσματα ἀναμένεται νὰ ἀνακοινωθοῦν προσεχῶς εἰς τὸ κοινόν. Κατὰ τὴν χθεσινὴν ἡμέραν αἱ ἁρμόδιαι ὑπηρεσίαι συνέχισαν τὸ ἔργον των μὲ ἐντατικὸν ρυθμὸν, ἐνῷ τὰ ἀποτελέσματα ἀναμένεται νὰ ἀνακοινωθοῦν προσεχῶς εἰς τὸ κοινόν. Κατὰ τὴν χθεσινὴν ἡμέραν αἱ ἁρμόδιαι ὑπηρεσίαι συνέχισαν τὸ ἔργον των μὲ ἐντατικὸν ρυθμὸν, ἐνῷ τὰ ἀποτελέσματα ἀναμένεται νὰ ἀνακοινωθοῦν προσεχῶς εἰς τὸ κοινόν. <box>479 980 699 1069</box>
article-body: Κατόπιν ἐπηκολούθησαν συζητήσεις διὰ τὰ θέματα τῆς παιδείας καὶ τῆς κοινωνικῆς πολιτικῆς. <box>1265 173 1535 192</box>
article-headline: ΠΕΑΡΑ ΥΠΑΝΔΡΟΣ ΕΤΕΚΕ ΚΑΘ' ΟΔΟΝ ΠΡΟΣ ΘΕΣΣΑΛΟΝΙΚΗΝ <box>255 9 453 37</box>
divider <box>479 67 699 68</box>
filler-text: Κατὰ τὴν χθεσινὴν ἡμέραν αἱ ἁρμόδιαι ὑπηρεσίαι συνέχισαν τὸ ἔργον των μὲ ἐντατικὸν ρυθμὸν, ἐνῷ τὰ ἀποτελέσματα ἀναμένεται νὰ ἀνακοινωθοῦν προσεχῶς εἰς τὸ κοινόν. Κατὰ τὴν χθεσινὴν ἡμέραν αἱ ἁρμόδιαι ὑπηρεσίαι συνέχισαν τὸ ἔργον των μὲ ἐντατικὸν ρυθμὸν, ἐνῷ τὰ ἀποτελέσματα ἀναμένεται νὰ ἀνακοινωθοῦν προσεχῶς εἰς τὸ κοινόν. Κατὰ τὴν χθεσινὴν ἡμέραν αἱ ἁρμόδιαι ὑπηρεσίαι συνέχισαν τὸ ἔργον των μὲ ἐντατικὸν ρυθμὸν, ἐνῷ τὰ ἀποτελέσματα ἀναμένεται νὰ ἀνακοινωθοῦν προσεχῶς εἰς τὸ κοινόν. <box>712 1011 980 1082</box>
article <box>992 646 1253 733</box>
